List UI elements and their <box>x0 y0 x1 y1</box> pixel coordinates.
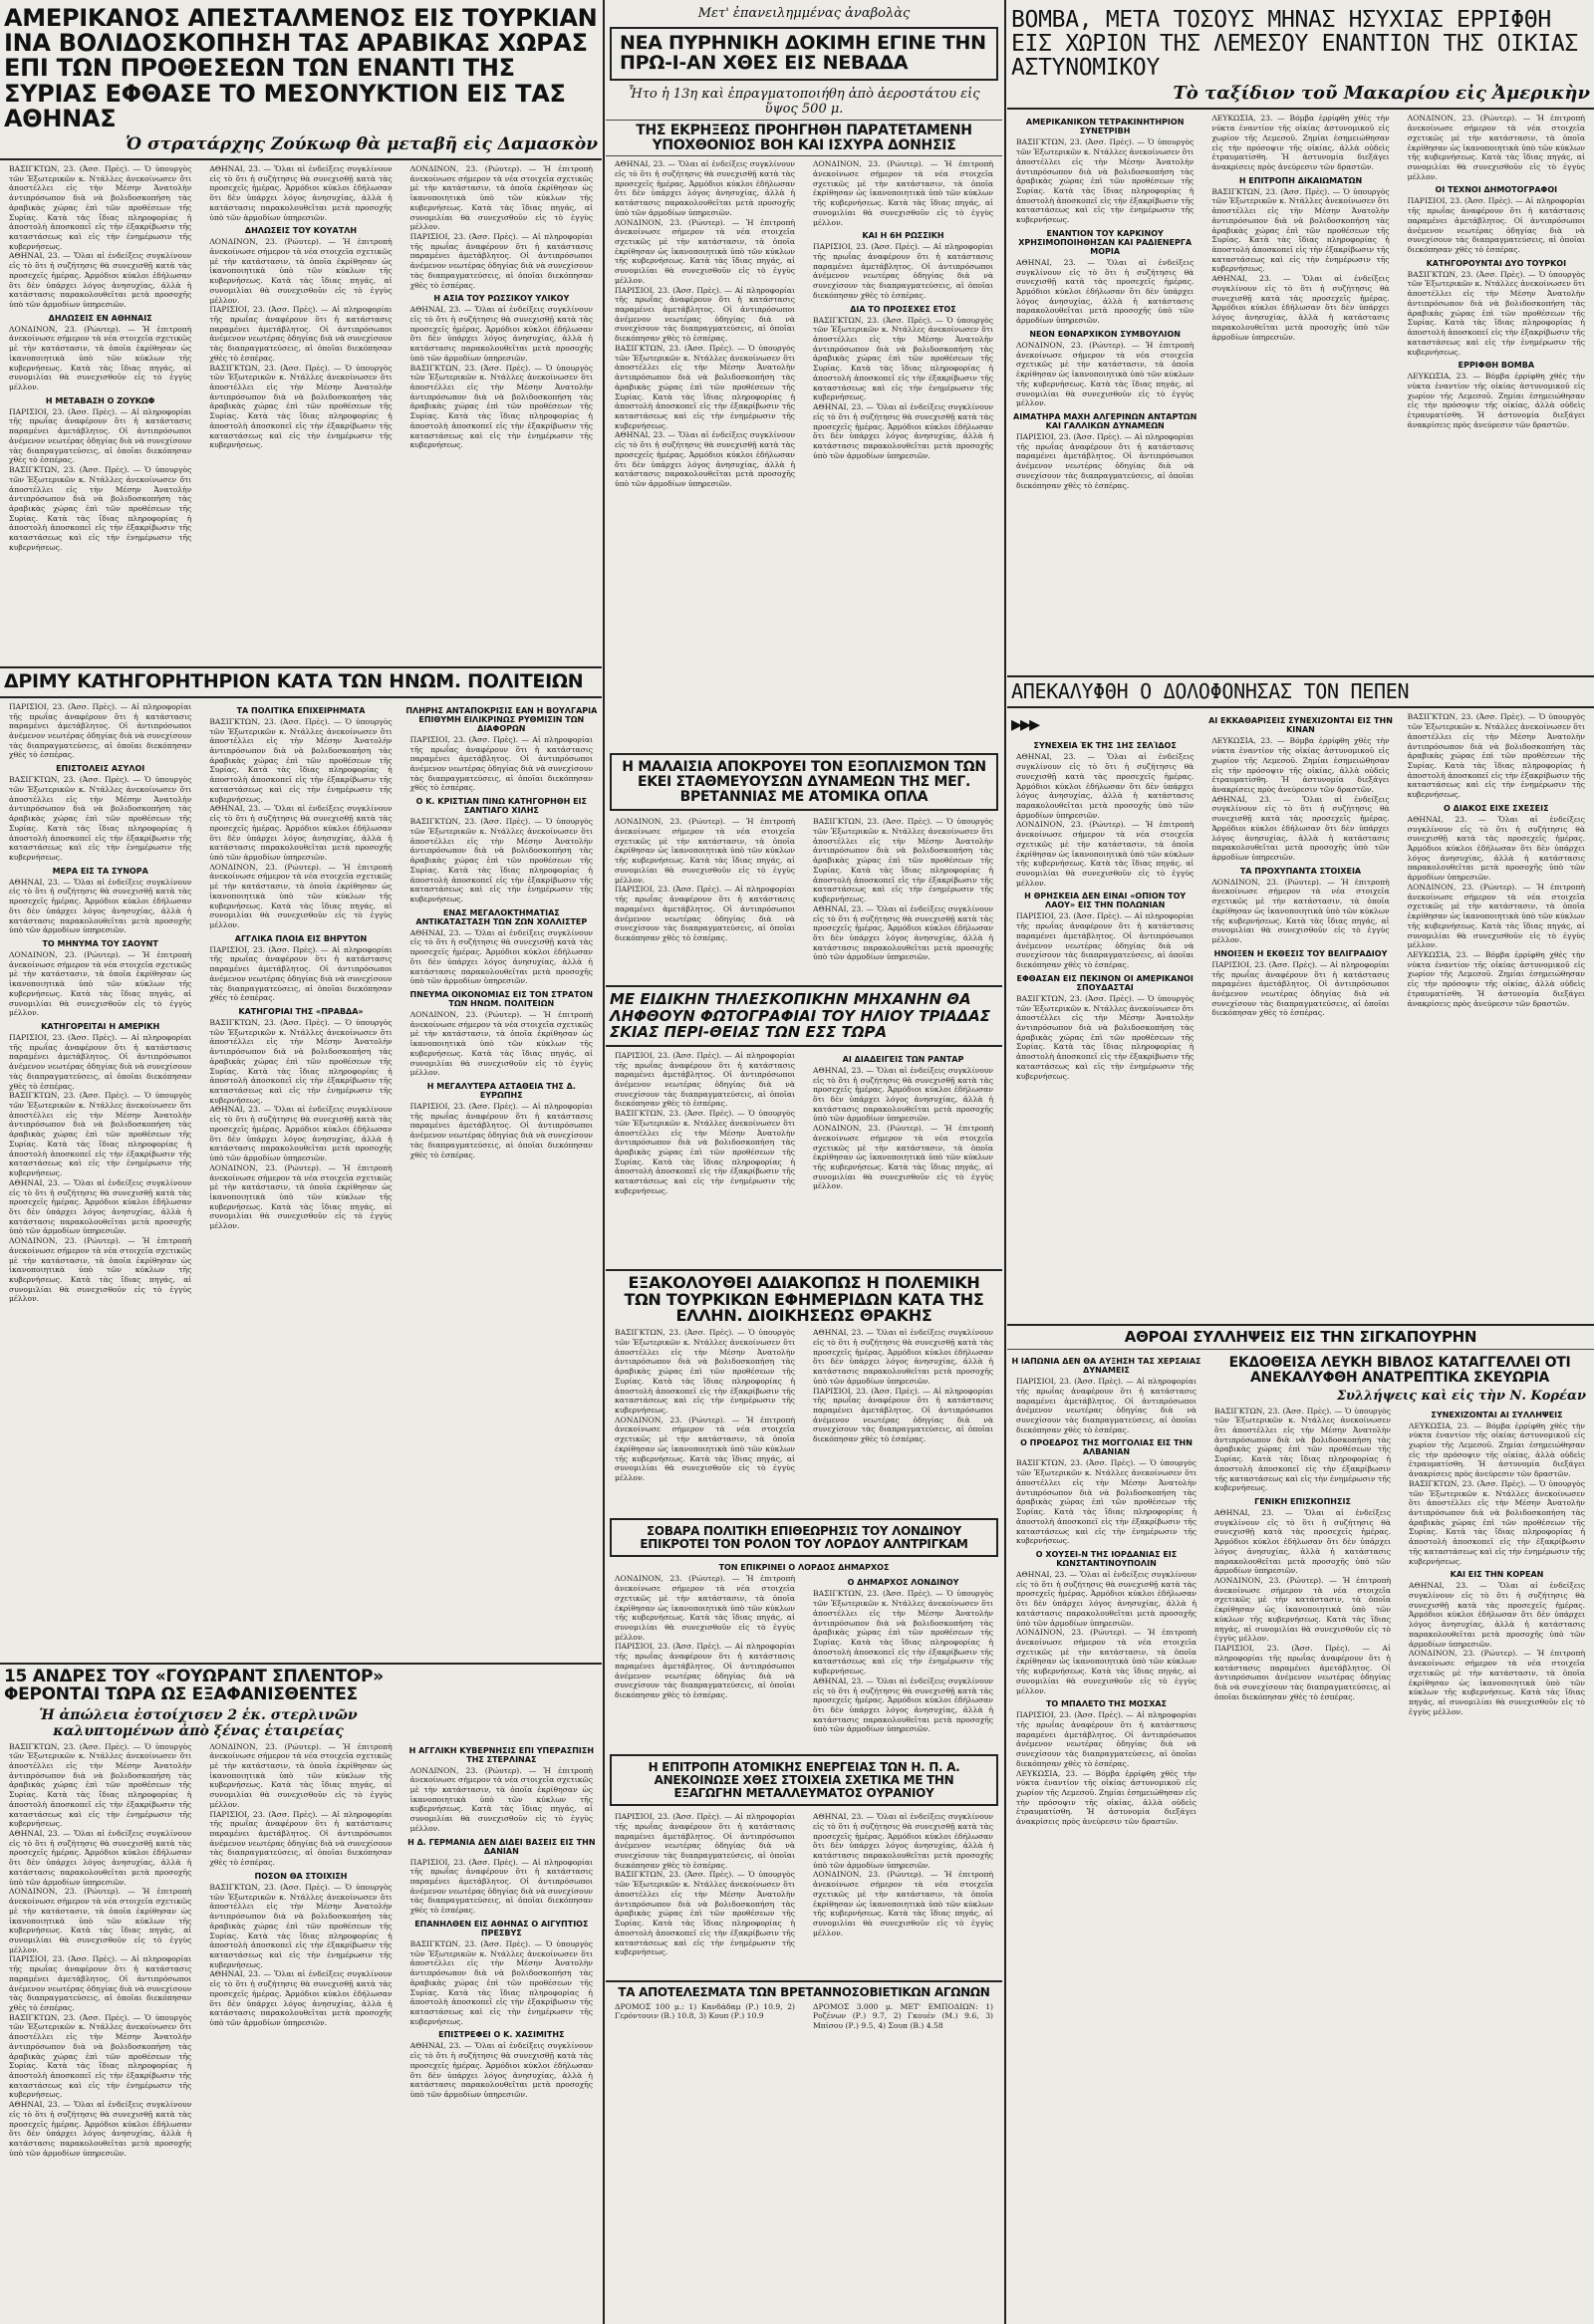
article-body: ΛΟΝΔΙΝΟΝ, 23. (Ρώυτερ). — Ἡ ἐπιτροπὴ ἀνεκοίνωσε σήμερον τὰ νέα στοιχεῖα σχετικῶς μὲ τὴν κατάστασιν, τὰ ὁποῖα ἐκρίθησαν ὡς ἱκανοποιητικὰ ὑπὸ τῶν κύκλων τῆς κυβερνήσεως. Κατὰ τὰς ἴδιας πηγάς, αἱ συνομιλίαι θὰ συνεχισθοῦν εἰς τὸ ἐγγὺς μέλλον. <box>1214 1576 1391 1644</box>
article-body: ΠΑΡΙΣΙΟΙ, 23. (Ἀσσ. Πρὲς). — Αἱ πληροφορίαι τῆς πρωΐας ἀναφέρουν ὅτι ἡ κατάστασις παραμένει ἀμετάβλητος. Οἱ ἀντιπρόσωποι ἀνέμενον νεωτέρας ὁδηγίας διὰ νὰ συνεχίσουν τὰς διαπραγματεύσεις, αἱ ὁποῖαι διεκόπησαν χθὲς τὸ ἑσπέρας. <box>409 231 593 290</box>
section-subhead: Ο ΠΡΟΕΔΡΟΣ ΤΗΣ ΜΟΓΓΟΛΙΑΣ ΕΙΣ ΤΗΝ ΑΛΒΑΝΙΑΝ <box>1020 1438 1193 1457</box>
headline-box <box>610 1754 998 1806</box>
article-body: ΠΑΡΙΣΙΟΙ, 23. (Ἀσσ. Πρὲς). — Αἱ πληροφορίαι τῆς πρωΐας ἀναφέρουν ὅτι ἡ κατάστασις παραμένει ἀμετάβλητος. Οἱ ἀντιπρόσωποι ἀνέμενον νεωτέρας ὁδηγίας διὰ νὰ συνεχίσουν τὰς διαπραγματεύσεις, αἱ ὁποῖαι διεκόπησαν χθὲς τὸ ἑσπέρας. <box>615 1050 795 1109</box>
article-body: ΒΑΣΙΓΚΤΩΝ, 23. (Ἀσσ. Πρὲς). — Ὁ ὑπουργὸς τῶν Ἐξωτερικῶν κ. Ντάλλες ἀνεκοίνωσεν ὅτι ἀποστέλλει εἰς τὴν Μέσην Ἀνατολὴν ἀντιπρόσωπον διὰ νὰ βολιδοσκοπήση τὰς ἀραβικὰς χώρας ἐπὶ τῶν προθέσεων τῆς Συρίας. Κατὰ τὰς ἴδιας πληροφορίας ἡ ἀποστολὴ ἀποσκοπεῖ εἰς τὴν ἐξακρίβωσιν τῆς καταστάσεως καὶ εἰς τὴν ἐνημέρωσιν τῆς κυβερνήσεως. <box>1016 1458 1196 1546</box>
article-body: ΛΟΝΔΙΝΟΝ, 23. (Ρώυτερ). — Ἡ ἐπιτροπὴ ἀνεκοίνωσε σήμερον τὰ νέα στοιχεῖα σχετικῶς μὲ τὴν κατάστασιν, τὰ ὁποῖα ἐκρίθησαν ὡς ἱκανοποιητικὰ ὑπὸ τῶν κύκλων τῆς κυβερνήσεως. Κατὰ τὰς ἴδιας πηγάς, αἱ συνομιλίαι θὰ συνεχισθοῦν εἰς τὸ ἐγγὺς μέλλον. <box>615 1574 795 1642</box>
divider <box>606 1269 1002 1271</box>
article-body: ΒΑΣΙΓΚΤΩΝ, 23. (Ἀσσ. Πρὲς). — Ὁ ὑπουργὸς τῶν Ἐξωτερικῶν κ. Ντάλλες ἀνεκοίνωσεν ὅτι ἀποστέλλει εἰς τὴν Μέσην Ἀνατολὴν ἀντιπρόσωπον διὰ νὰ βολιδοσκοπήση τὰς ἀραβικὰς χώρας ἐπὶ τῶν προθέσεων τῆς Συρίας. Κατὰ τὰς ἴδιας πληροφορίας ἡ ἀποστολὴ ἀποσκοπεῖ εἰς τὴν ἐξακρίβωσιν τῆς καταστάσεως καὶ εἰς τὴν ἐνημέρωσιν τῆς κυβερνήσεως. <box>615 1870 795 1957</box>
article-body: ΠΑΡΙΣΙΟΙ, 23. (Ἀσσ. Πρὲς). — Αἱ πληροφορίαι τῆς πρωΐας ἀναφέρουν ὅτι ἡ κατάστασις παραμένει ἀμετάβλητος. Οἱ ἀντιπρόσωποι ἀνέμενον νεωτέρας ὁδηγίας διὰ νὰ συνεχίσουν τὰς διαπραγματεύσεις, αἱ ὁποῖαι διεκόπησαν χθὲς τὸ ἑσπέρας. <box>1211 959 1390 1018</box>
article-body: ΒΑΣΙΓΚΤΩΝ, 23. (Ἀσσ. Πρὲς). — Ὁ ὑπουργὸς τῶν Ἐξωτερικῶν κ. Ντάλλες ἀνεκοίνωσεν ὅτι ἀποστέλλει εἰς τὴν Μέσην Ἀνατολὴν ἀντιπρόσωπον διὰ νὰ βολιδοσκοπήση τὰς ἀραβικὰς χώρας ἐπὶ τῶν προθέσεων τῆς Συρίας. Κατὰ τὰς ἴδιας πληροφορίας ἡ ἀποστολὴ ἀποσκοπεῖ εἰς τὴν ἐξακρίβωσιν τῆς καταστάσεως καὶ εἰς τὴν ἐνημέρωσιν τῆς κυβερνήσεως. <box>1211 186 1390 274</box>
headline-box <box>610 1518 998 1557</box>
divider <box>1007 706 1594 708</box>
article-body: ΛΕΥΚΩΣΙΑ, 23. — Βόμβα ἐρρίφθη χθὲς τὴν νύκτα ἐναντίον τῆς οἰκίας ἀστυνομικοῦ εἰς χωρίον τῆς Λεμεσοῦ. Ζημίαι ἐσημειώθησαν εἰς τὴν πρόσοψιν τῆς οἰκίας, ἀλλὰ οὐδεὶς ἐτραυματίσθη. Ἡ ἀστυνομία διεξάγει ἀνακρίσεις πρὸς ἀνεύρεσιν τῶν δραστῶν. <box>1407 949 1585 1008</box>
section-subhead: ΕΝΑΝΤΙΟΝ ΤΟΥ ΚΑΡΚΙΝΟΥ ΧΡΗΣΙΜΟΠΟΙΗΘΗΣΑΝ ΚΑΙ ΡΑΔΙΕΝΕΡΓΑ ΜΟΡΙΑ <box>1018 228 1193 256</box>
section-subhead: ΕΠΙΣΤΟΛΕΙΣ ΑΣΥΛΟΙ <box>56 764 145 774</box>
article-body: ΠΑΡΙΣΙΟΙ, 23. (Ἀσσ. Πρὲς). — Αἱ πληροφορίαι τῆς πρωΐας ἀναφέρουν ὅτι ἡ κατάστασις παραμένει ἀμετάβλητος. Οἱ ἀντιπρόσωποι ἀνέμενον νεωτέρας ὁδηγίας διὰ νὰ συνεχίσουν τὰς διαπραγματεύσεις, αἱ ὁποῖαι διεκόπησαν χθὲς τὸ ἑσπέρας. <box>1016 1377 1196 1434</box>
section-subhead: ΕΦΘΑΣΑΝ ΕΙΣ ΠΕΚΙΝΟΝ ΟΙ ΑΜΕΡΙΚΑΝΟΙ ΣΠΟΥΔΑΣΤΑΙ <box>1016 973 1194 992</box>
article-columns <box>610 159 998 747</box>
section-headline: 15 ΑΝΔΡΕΣ ΤΟΥ «ΓΟΥΩΡΑΝΤ ΣΠΛΕΝΤΟΡ» ΦΕΡΟΝΤΑΙ ΤΩΡΑ ΩΣ ΕΞΑΦΑΝΙΣΘΕΝΤΕΣ <box>4 1666 384 1704</box>
section-subhead: ΔΗΛΩΣΕΙΣ ΕΝ ΑΘΗΝΑΙΣ <box>48 313 152 323</box>
divider <box>0 1663 602 1665</box>
article-body: ΒΑΣΙΓΚΤΩΝ, 23. (Ἀσσ. Πρὲς). — Ὁ ὑπουργὸς τῶν Ἐξωτερικῶν κ. Ντάλλες ἀνεκοίνωσεν ὅτι ἀποστέλλει εἰς τὴν Μέσην Ἀνατολὴν ἀντιπρόσωπον διὰ νὰ βολιδοσκοπήση τὰς ἀραβικὰς χώρας ἐπὶ τῶν προθέσεων τῆς Συρίας. Κατὰ τὰς ἴδιας πληροφορίας ἡ ἀποστολὴ ἀποσκοπεῖ εἰς τὴν ἐξακρίβωσιν τῆς καταστάσεως καὶ εἰς τὴν ἐνημέρωσιν τῆς κυβερνήσεως. <box>1016 137 1195 225</box>
article-columns <box>1011 712 1590 1320</box>
article-body: ΑΘΗΝΑΙ, 23. — Ὅλαι αἱ ἐνδείξεις συγκλίνουν εἰς τὸ ὅτι ἡ συζήτησις θὰ συνεχισθῇ κατὰ τὰς προσεχεῖς ἡμέρας. Ἀρμόδιοι κύκλοι ἐδήλωσαν ὅτι δὲν ὑπάρχει λόγος ἀνησυχίας, ἀλλὰ ἡ κατάστασις παρακολουθεῖται μετὰ προσοχῆς ὑπὸ τῶν ἁρμοδίων ὑπηρεσιῶν. <box>409 2041 593 2099</box>
article-body: ΑΘΗΝΑΙ, 23. — Ὅλαι αἱ ἐνδείξεις συγκλίνουν εἰς τὸ ὅτι ἡ συζήτησις θὰ συνεχισθῇ κατὰ τὰς προσεχεῖς ἡμέρας. Ἀρμόδιοι κύκλοι ἐδήλωσαν ὅτι δὲν ὑπάρχει λόγος ἀνησυχίας, ἀλλὰ ἡ κατάστασις παρακολουθεῖται μετὰ προσοχῆς ὑπὸ τῶν ἁρμοδίων ὑπηρεσιῶν. <box>615 430 795 488</box>
article-body: ΒΑΣΙΓΚΤΩΝ, 23. (Ἀσσ. Πρὲς). — Ὁ ὑπουργὸς τῶν Ἐξωτερικῶν κ. Ντάλλες ἀνεκοίνωσεν ὅτι ἀποστέλλει εἰς τὴν Μέσην Ἀνατολὴν ἀντιπρόσωπον διὰ νὰ βολιδοσκοπήση τὰς ἀραβικὰς χώρας ἐπὶ τῶν προθέσεων τῆς Συρίας. Κατὰ τὰς ἴδιας πληροφορίας ἡ ἀποστολὴ ἀποσκοπεῖ εἰς τὴν ἐξακρίβωσιν τῆς καταστάσεως καὶ εἰς τὴν ἐνημέρωσιν τῆς κυβερνήσεως. <box>9 2012 192 2100</box>
article-body: ΛΟΝΔΙΝΟΝ, 23. (Ρώυτερ). — Ἡ ἐπιτροπὴ ἀνεκοίνωσε σήμερον τὰ νέα στοιχεῖα σχετικῶς μὲ τὴν κατάστασιν, τὰ ὁποῖα ἐκρίθησαν ὡς ἱκανοποιητικὰ ὑπὸ τῶν κύκλων τῆς κυβερνήσεως. Κατὰ τὰς ἴδιας πηγάς, αἱ συνομιλίαι θὰ συνεχισθοῦν εἰς τὸ ἐγγὺς μέλλον. <box>409 1009 593 1078</box>
headline-box <box>610 753 998 811</box>
section-headline: ΕΞΑΚΟΛΟΥΘΕΙ ΑΔΙΑΚΟΠΩΣ Η ΠΟΛΕΜΙΚΗ ΤΩΝ ΤΟΥΡΚΙΚΩΝ ΕΦΗΜΕΡΙΔΩΝ ΚΑΤΑ ΤΗΣ ΕΛΛΗΝ. ΔΙΟΙΚΗΣΕΩΣ ΘΡΑΚΗΣ <box>624 1272 984 1326</box>
divider <box>606 120 1002 121</box>
article-body: ΛΟΝΔΙΝΟΝ, 23. (Ρώυτερ). — Ἡ ἐπιτροπὴ ἀνεκοίνωσε σήμερον τὰ νέα στοιχεῖα σχετικῶς μὲ τὴν κατάστασιν, τὰ ὁποῖα ἐκρίθησαν ὡς ἱκανοποιητικὰ ὑπὸ τῶν κύκλων τῆς κυβερνήσεως. Κατὰ τὰς ἴδιας πηγάς, αἱ συνομιλίαι θὰ συνεχισθοῦν εἰς τὸ ἐγγὺς μέλλον. <box>813 1870 993 1937</box>
article-body: ΑΘΗΝΑΙ, 23. — Ὅλαι αἱ ἐνδείξεις συγκλίνουν εἰς τὸ ὅτι ἡ συζήτησις θὰ συνεχισθῇ κατὰ τὰς προσεχεῖς ἡμέρας. Ἀρμόδιοι κύκλοι ἐδήλωσαν ὅτι δὲν ὑπάρχει λόγος ἀνησυχίας, ἀλλὰ ἡ κατάστασις παρακολουθεῖται μετὰ προσοχῆς ὑπὸ τῶν ἁρμοδίων ὑπηρεσιῶν. <box>813 402 993 460</box>
banner-headline: ΜΕ ΕΙΔΙΚΗΝ ΤΗΛΕΣΚΟΠΙΚΗΝ ΜΗΧΑΝΗΝ ΘΑ ΛΗΦΘΟΥΝ ΦΩΤΟΓΡΑΦΙΑΙ ΤΟΥ ΗΛΙΟΥ ΤΡΙΑΔΑΣ ΣΚΙΑΣ ΠΕΡΙ-ΘΕΙΑΣ ΤΩΝ ΕΣΣ ΤΩΡΑ <box>610 990 990 1042</box>
section-subhead: Η ΜΕΓΑΛΥΤΕΡΑ ΑΣΤΑΘΕΙΑ ΤΗΣ Δ. ΕΥΡΩΠΗΣ <box>426 1082 576 1100</box>
article-body: ΒΑΣΙΓΚΤΩΝ, 23. (Ἀσσ. Πρὲς). — Ὁ ὑπουργὸς τῶν Ἐξωτερικῶν κ. Ντάλλες ἀνεκοίνωσεν ὅτι ἀποστέλλει εἰς τὴν Μέσην Ἀνατολὴν ἀντιπρόσωπον διὰ νὰ βολιδοσκοπήση τὰς ἀραβικὰς χώρας ἐπὶ τῶν προθέσεων τῆς Συρίας. Κατὰ τὰς ἴδιας πληροφορίας ἡ ἀποστολὴ ἀποσκοπεῖ εἰς τὴν ἐξακρίβωσιν τῆς καταστάσεως καὶ εἰς τὴν ἐνημέρωσιν τῆς κυβερνήσεως. <box>813 1589 993 1677</box>
divider <box>1007 108 1594 110</box>
article-body: ΛΕΥΚΩΣΙΑ, 23. — Βόμβα ἐρρίφθη χθὲς τὴν νύκτα ἐναντίον τῆς οἰκίας ἀστυνομικοῦ εἰς χωρίον τῆς Λεμεσοῦ. Ζημίαι ἐσημειώθησαν εἰς τὴν πρόσοψιν τῆς οἰκίας, ἀλλὰ οὐδεὶς ἐτραυματίσθη. Ἡ ἀστυνομία διεξάγει ἀνακρίσεις πρὸς ἀνεύρεσιν τῶν δραστῶν. <box>1409 1420 1585 1479</box>
article-columns <box>610 817 998 981</box>
sport-results: ΔΡΟΜΟΣ 3.000 μ. ΜΕΤ' ΕΜΠΟΔΙΩΝ: 1) Ροζένων (Ρ.) 9.7, 2) Γκουέν (Μ.) 9.6, 3) Μπίσου (Ρ.) 9.5, 4) Σουπ (Β.) 4.58 <box>813 2001 993 2031</box>
article-body: ΛΟΝΔΙΝΟΝ, 23. (Ρώυτερ). — Ἡ ἐπιτροπὴ ἀνεκοίνωσε σήμερον τὰ νέα στοιχεῖα σχετικῶς μὲ τὴν κατάστασιν, τὰ ὁποῖα ἐκρίθησαν ὡς ἱκανοποιητικὰ ὑπὸ τῶν κύκλων τῆς κυβερνήσεως. Κατὰ τὰς ἴδιας πηγάς, αἱ συνομιλίαι θὰ συνεχισθοῦν εἰς τὸ ἐγγὺς μέλλον. <box>209 237 393 305</box>
lead-headline: ΝΕΑ ΠΥΡΗΝΙΚΗ ΔΟΚΙΜΗ ΕΓΙΝΕ ΤΗΝ ΠΡΩ-Ι-ΑΝ ΧΘΕΣ ΕΙΣ ΝΕΒΑΔΑ <box>620 32 986 74</box>
section-subhead: ΤΑ ΠΡΟΧΥΠΑΝΤΑ ΣΤΟΙΧΕΙΑ <box>1239 866 1362 876</box>
section-subhead: ΑΙΜΑΤΗΡΑ ΜΑΧΗ ΑΛΓΕΡΙΝΩΝ ΑΝΤΑΡΤΩΝ ΚΑΙ ΓΑΛΛΙΚΩΝ ΔΥΝΑΜΕΩΝ <box>1013 411 1197 430</box>
article-body: ΠΑΡΙΣΙΟΙ, 23. (Ἀσσ. Πρὲς). — Αἱ πληροφορίαι τῆς πρωΐας ἀναφέρουν ὅτι ἡ κατάστασις παραμένει ἀμετάβλητος. Οἱ ἀντιπρόσωποι ἀνέμενον νεωτέρας ὁδηγίας διὰ νὰ συνεχίσουν τὰς διαπραγματεύσεις, αἱ ὁποῖαι διεκόπησαν χθὲς τὸ ἑσπέρας. <box>1407 196 1585 255</box>
article-body: ΠΑΡΙΣΙΟΙ, 23. (Ἀσσ. Πρὲς). — Αἱ πληροφορίαι τῆς πρωΐας ἀναφέρουν ὅτι ἡ κατάστασις παραμένει ἀμετάβλητος. Οἱ ἀντιπρόσωποι ἀνέμενον νεωτέρας ὁδηγίας διὰ νὰ συνεχίσουν τὰς διαπραγματεύσεις, αἱ ὁποῖαι διεκόπησαν χθὲς τὸ ἑσπέρας. <box>615 285 795 344</box>
article-body: ΛΕΥΚΩΣΙΑ, 23. — Βόμβα ἐρρίφθη χθὲς τὴν νύκτα ἐναντίον τῆς οἰκίας ἀστυνομικοῦ εἰς χωρίον τῆς Λεμεσοῦ. Ζημίαι ἐσημειώθησαν εἰς τὴν πρόσοψιν τῆς οἰκίας, ἀλλὰ οὐδεὶς ἐτραυματίσθη. Ἡ ἀστυνομία διεξάγει ἀνακρίσεις πρὸς ἀνεύρεσιν τῶν δραστῶν. <box>1016 1768 1196 1827</box>
kicker: Μετ' ἐπανειλημμένας ἀναβολὰς <box>697 6 911 21</box>
section-headline: ΕΚΔΟΘΕΙΣΑ ΛΕΥΚΗ ΒΙΒΛΟΣ ΚΑΤΑΓΓΕΛΛΕΙ ΟΤΙ ΑΝΕΚΑΛΥΦΘΗ ΑΝΑΤΡΕΠΤΙΚΑ ΣΚΕΥΩΡΙΑ <box>1228 1355 1571 1386</box>
section-subhead: Ο ΧΟΥΣΕΙ-Ν ΤΗΣ ΙΟΡΔΑΝΙΑΣ ΕΙΣ ΚΩΝΣΤΑΝΤΙΝΟΥΠΟΛΙΝ <box>1035 1549 1178 1568</box>
column-middle <box>606 0 1002 2324</box>
article-body: ΠΑΡΙΣΙΟΙ, 23. (Ἀσσ. Πρὲς). — Αἱ πληροφορίαι τῆς πρωΐας ἀναφέρουν ὅτι ἡ κατάστασις παραμένει ἀμετάβλητος. Οἱ ἀντιπρόσωποι ἀνέμενον νεωτέρας ὁδηγίας διὰ νὰ συνεχίσουν τὰς διαπραγματεύσεις, αἱ ὁποῖαι διεκόπησαν χθὲς τὸ ἑσπέρας. <box>209 305 393 363</box>
article-body: ΠΑΡΙΣΙΟΙ, 23. (Ἀσσ. Πρὲς). — Αἱ πληροφορίαι τῆς πρωΐας ἀναφέρουν ὅτι ἡ κατάστασις παραμένει ἀμετάβλητος. Οἱ ἀντιπρόσωποι ἀνέμενον νεωτέρας ὁδηγίας διὰ νὰ συνεχίσουν τὰς διαπραγματεύσεις, αἱ ὁποῖαι διεκόπησαν χθὲς τὸ ἑσπέρας. <box>1016 1710 1196 1768</box>
section-subhead: ΕΡΡΙΦΘΗ ΒΟΜΒΑ <box>1458 361 1535 371</box>
article-body: ΑΘΗΝΑΙ, 23. — Ὅλαι αἱ ἐνδείξεις συγκλίνουν εἰς τὸ ὅτι ἡ συζήτησις θὰ συνεχισθῇ κατὰ τὰς προσεχεῖς ἡμέρας. Ἀρμόδιοι κύκλοι ἐδήλωσαν ὅτι δὲν ὑπάρχει λόγος ἀνησυχίας, ἀλλὰ ἡ κατάστασις παρακολουθεῖται μετὰ προσοχῆς ὑπὸ τῶν ἁρμοδίων ὑπηρεσιῶν. <box>9 251 192 309</box>
section-subhead: Ο ΔΙΑΚΟΣ ΕΙΧΕ ΣΧΕΣΕΙΣ <box>1444 803 1549 813</box>
article-body: ΑΘΗΝΑΙ, 23. — Ὅλαι αἱ ἐνδείξεις συγκλίνουν εἰς τὸ ὅτι ἡ συζήτησις θὰ συνεχισθῇ κατὰ τὰς προσεχεῖς ἡμέρας. Ἀρμόδιοι κύκλοι ἐδήλωσαν ὅτι δὲν ὑπάρχει λόγος ἀνησυχίας, ἀλλὰ ἡ κατάστασις παρακολουθεῖται μετὰ προσοχῆς ὑπὸ τῶν ἁρμοδίων ὑπηρεσιῶν. <box>209 804 393 862</box>
section-subhead: ΟΙ ΤΕΧΝΟΙ ΔΗΜΟΤΟΓΡΑΦΟΙ <box>1435 185 1558 195</box>
section-subhead: Η ΜΕΤΑΒΑΣΗ Ο ΖΟΥΚΩΦ <box>45 395 155 405</box>
article-body: ΒΑΣΙΓΚΤΩΝ, 23. (Ἀσσ. Πρὲς). — Ὁ ὑπουργὸς τῶν Ἐξωτερικῶν κ. Ντάλλες ἀνεκοίνωσεν ὅτι ἀποστέλλει εἰς τὴν Μέσην Ἀνατολὴν ἀντιπρόσωπον διὰ νὰ βολιδοσκοπήση τὰς ἀραβικὰς χώρας ἐπὶ τῶν προθέσεων τῆς Συρίας. Κατὰ τὰς ἴδιας πληροφορίας ἡ ἀποστολὴ ἀποσκοπεῖ εἰς τὴν ἐξακρίβωσιν τῆς καταστάσεως καὶ εἰς τὴν ἐνημέρωσιν τῆς κυβερνήσεως. <box>1407 269 1585 357</box>
section-headline: ΣΟΒΑΡΑ ΠΟΛΙΤΙΚΗ ΕΠΙΘΕΩΡΗΣΙΣ ΤΟΥ ΛΟΝΔΙΝΟΥ ΕΠΙΚΡΟΤΕΙ ΤΟΝ ΡΟΛΟΝ ΤΟΥ ΛΟΡΔΟΥ ΑΛΝΤΡΙΓΚΑΜ <box>640 1524 968 1551</box>
divider <box>1007 1349 1594 1350</box>
article-body: ΠΑΡΙΣΙΟΙ, 23. (Ἀσσ. Πρὲς). — Αἱ πληροφορίαι τῆς πρωΐας ἀναφέρουν ὅτι ἡ κατάστασις παραμένει ἀμετάβλητος. Οἱ ἀντιπρόσωποι ἀνέμενον νεωτέρας ὁδηγίας διὰ νὰ συνεχίσουν τὰς διαπραγματεύσεις, αἱ ὁποῖαι διεκόπησαν χθὲς τὸ ἑσπέρας. <box>409 734 593 793</box>
article-body: ΒΑΣΙΓΚΤΩΝ, 23. (Ἀσσ. Πρὲς). — Ὁ ὑπουργὸς τῶν Ἐξωτερικῶν κ. Ντάλλες ἀνεκοίνωσεν ὅτι ἀποστέλλει εἰς τὴν Μέσην Ἀνατολὴν ἀντιπρόσωπον διὰ νὰ βολιδοσκοπήση τὰς ἀραβικὰς χώρας ἐπὶ τῶν προθέσεων τῆς Συρίας. Κατὰ τὰς ἴδιας πληροφορίας ἡ ἀποστολὴ ἀποσκοπεῖ εἰς τὴν ἐξακρίβωσιν τῆς καταστάσεως καὶ εἰς τὴν ἐνημέρωσιν τῆς κυβερνήσεως. <box>209 1018 393 1105</box>
section-subhead: ΕΝΑΣ ΜΕΓΑΛΟΚΤΗΜΑΤΙΑΣ ΑΝΤΙΚΑΤΑΣΤΑΣΗ ΤΩΝ ΖΩΝ ΧΟΛΛΙΣΤΕΡ <box>415 907 588 926</box>
section-subhead: ΜΕΡΑ ΕΙΣ ΤΑ ΣΥΝΟΡΑ <box>52 866 148 876</box>
article-columns <box>1209 1407 1590 1717</box>
article-body: ΠΑΡΙΣΙΟΙ, 23. (Ἀσσ. Πρὲς). — Αἱ πληροφορίαι τῆς πρωΐας ἀναφέρουν ὅτι ἡ κατάστασις παραμένει ἀμετάβλητος. Οἱ ἀντιπρόσωποι ἀνέμενον νεωτέρας ὁδηγίας διὰ νὰ συνεχίσουν τὰς διαπραγματεύσεις, αἱ ὁποῖαι διεκόπησαν χθὲς τὸ ἑσπέρας. <box>209 1809 393 1868</box>
article-body: ΑΘΗΝΑΙ, 23. — Ὅλαι αἱ ἐνδείξεις συγκλίνουν εἰς τὸ ὅτι ἡ συζήτησις θὰ συνεχισθῇ κατὰ τὰς προσεχεῖς ἡμέρας. Ἀρμόδιοι κύκλοι ἐδήλωσαν ὅτι δὲν ὑπάρχει λόγος ἀνησυχίας, ἀλλὰ ἡ κατάστασις παρακολουθεῖται μετὰ προσοχῆς ὑπὸ τῶν ἁρμοδίων ὑπηρεσιῶν. <box>1016 257 1195 326</box>
section-subhead: ΤΟ ΜΠΑΛΕΤΟ ΤΗΣ ΜΟΣΧΑΣ <box>1045 1699 1168 1709</box>
article-body: ΛΟΝΔΙΝΟΝ, 23. (Ρώυτερ). — Ἡ ἐπιτροπὴ ἀνεκοίνωσε σήμερον τὰ νέα στοιχεῖα σχετικῶς μὲ τὴν κατάστασιν, τὰ ὁποῖα ἐκρίθησαν ὡς ἱκανοποιητικὰ ὑπὸ τῶν κύκλων τῆς κυβερνήσεως. Κατὰ τὰς ἴδιας πηγάς, αἱ συνομιλίαι θὰ συνεχισθοῦν εἰς τὸ ἐγγὺς μέλλον. <box>1211 877 1390 945</box>
article-body: ΠΑΡΙΣΙΟΙ, 23. (Ἀσσ. Πρὲς). — Αἱ πληροφορίαι τῆς πρωΐας ἀναφέρουν ὅτι ἡ κατάστασις παραμένει ἀμετάβλητος. Οἱ ἀντιπρόσωποι ἀνέμενον νεωτέρας ὁδηγίας διὰ νὰ συνεχίσουν τὰς διαπραγματεύσεις, αἱ ὁποῖαι διεκόπησαν χθὲς τὸ ἑσπέρας. <box>615 1642 795 1700</box>
section-headline: ΤΑ ΑΠΟΤΕΛΕΣΜΑΤΑ ΤΩΝ ΒΡΕΤΑΝΝΟΣΟΒΙΕΤΙΚΩΝ ΑΓΩΝΩΝ <box>618 1985 990 2000</box>
article-body: ΛΟΝΔΙΝΟΝ, 23. (Ρώυτερ). — Ἡ ἐπιτροπὴ ἀνεκοίνωσε σήμερον τὰ νέα στοιχεῖα σχετικῶς μὲ τὴν κατάστασιν, τὰ ὁποῖα ἐκρίθησαν ὡς ἱκανοποιητικὰ ὑπὸ τῶν κύκλων τῆς κυβερνήσεως. Κατὰ τὰς ἴδιας πηγάς, αἱ συνομιλίαι θὰ συνεχισθοῦν εἰς τὸ ἐγγὺς μέλλον. <box>1407 882 1585 950</box>
article-body: ΛΟΝΔΙΝΟΝ, 23. (Ρώυτερ). — Ἡ ἐπιτροπὴ ἀνεκοίνωσε σήμερον τὰ νέα στοιχεῖα σχετικῶς μὲ τὴν κατάστασιν, τὰ ὁποῖα ἐκρίθησαν ὡς ἱκανοποιητικὰ ὑπὸ τῶν κύκλων τῆς κυβερνήσεως. Κατὰ τὰς ἴδιας πηγάς, αἱ συνομιλίαι θὰ συνεχισθοῦν εἰς τὸ ἐγγὺς μέλλον. <box>9 324 192 392</box>
lead-subhead: Τὸ ταξίδιον τοῦ Μακαρίου εἰς Ἀμερικὴν <box>1173 83 1590 105</box>
divider <box>0 158 602 160</box>
article-body: ΑΘΗΝΑΙ, 23. — Ὅλαι αἱ ἐνδείξεις συγκλίνουν εἰς τὸ ὅτι ἡ συζήτησις θὰ συνεχισθῇ κατὰ τὰς προσεχεῖς ἡμέρας. Ἀρμόδιοι κύκλοι ἐδήλωσαν ὅτι δὲν ὑπάρχει λόγος ἀνησυχίας, ἀλλὰ ἡ κατάστασις παρακολουθεῖται μετὰ προσοχῆς ὑπὸ τῶν ἁρμοδίων ὑπηρεσιῶν. <box>813 1328 993 1386</box>
section-headline: Η ΕΠΙΤΡΟΠΗ ΑΤΟΜΙΚΗΣ ΕΝΕΡΓΕΙΑΣ ΤΩΝ Η. Π. Α. ΑΝΕΚΟΙΝΩΣΕ ΧΘΕΣ ΣΤΟΙΧΕΙΑ ΣΧΕΤΙΚΑ ΜΕ ΤΗΝ ΕΞΑΓΩΓΗΝ ΜΕΤΑΛΛΕΥΜΑΤΟΣ ΟΥΡΑΝΙΟΥ <box>648 1760 960 1800</box>
article-body: ΠΑΡΙΣΙΟΙ, 23. (Ἀσσ. Πρὲς). — Αἱ πληροφορίαι τῆς πρωΐας ἀναφέρουν ὅτι ἡ κατάστασις παραμένει ἀμετάβλητος. Οἱ ἀντιπρόσωποι ἀνέμενον νεωτέρας ὁδηγίας διὰ νὰ συνεχίσουν τὰς διαπραγματεύσεις, αἱ ὁποῖαι διεκόπησαν χθὲς τὸ ἑσπέρας. <box>1214 1644 1391 1701</box>
section-subhead: ΗΝΟΙΞΕΝ Η ΕΚΘΕΣΙΣ ΤΟΥ ΒΕΛΙΓΡΑΔΙΟΥ <box>1213 948 1388 958</box>
article-body: ΒΑΣΙΓΚΤΩΝ, 23. (Ἀσσ. Πρὲς). — Ὁ ὑπουργὸς τῶν Ἐξωτερικῶν κ. Ντάλλες ἀνεκοίνωσεν ὅτι ἀποστέλλει εἰς τὴν Μέσην Ἀνατολὴν ἀντιπρόσωπον διὰ νὰ βολιδοσκοπήση τὰς ἀραβικὰς χώρας ἐπὶ τῶν προθέσεων τῆς Συρίας. Κατὰ τὰς ἴδιας πληροφορίας ἡ ἀποστολὴ ἀποσκοπεῖ εἰς τὴν ἐξακρίβωσιν τῆς καταστάσεως καὶ εἰς τὴν ἐνημέρωσιν τῆς κυβερνήσεως. <box>615 1328 795 1415</box>
article-columns <box>4 1742 598 2270</box>
article-columns <box>610 2002 998 2057</box>
article-body: ΑΘΗΝΑΙ, 23. — Ὅλαι αἱ ἐνδείξεις συγκλίνουν εἰς τὸ ὅτι ἡ συζήτησις θὰ συνεχισθῇ κατὰ τὰς προσεχεῖς ἡμέρας. Ἀρμόδιοι κύκλοι ἐδήλωσαν ὅτι δὲν ὑπάρχει λόγος ἀνησυχίας, ἀλλὰ ἡ κατάστασις παρακολουθεῖται μετὰ προσοχῆς ὑπὸ τῶν ἁρμοδίων ὑπηρεσιῶν. <box>9 1829 192 1887</box>
article-body: ΛΟΝΔΙΝΟΝ, 23. (Ρώυτερ). — Ἡ ἐπιτροπὴ ἀνεκοίνωσε σήμερον τὰ νέα στοιχεῖα σχετικῶς μὲ τὴν κατάστασιν, τὰ ὁποῖα ἐκρίθησαν ὡς ἱκανοποιητικὰ ὑπὸ τῶν κύκλων τῆς κυβερνήσεως. Κατὰ τὰς ἴδιας πηγάς, αἱ συνομιλίαι θὰ συνεχισθοῦν εἰς τὸ ἐγγὺς μέλλον. <box>9 1887 192 1954</box>
lead-headline: ΑΜΕΡΙΚΑΝΟΣ ΑΠΕΣΤΑΛΜΕΝΟΣ ΕΙΣ ΤΟΥΡΚΙΑΝ ΙΝΑ ΒΟΛΙΔΟΣΚΟΠΗΣΗ ΤΑΣ ΑΡΑΒΙΚΑΣ ΧΩΡΑΣ ΕΠΙ ΤΩΝ ΠΡΟΘΕΣΕΩΝ ΤΩΝ ΕΝΑΝΤΙ ΤΗΣ ΣΥΡΙΑΣ ΕΦΘΑΣΕ ΤΟ ΜΕΣΟΝΥΚΤΙΟΝ ΕΙΣ ΤΑΣ ΑΘΗΝΑΣ <box>4 4 598 132</box>
article-body: ΛΟΝΔΙΝΟΝ, 23. (Ρώυτερ). — Ἡ ἐπιτροπὴ ἀνεκοίνωσε σήμερον τὰ νέα στοιχεῖα σχετικῶς μὲ τὴν κατάστασιν, τὰ ὁποῖα ἐκρίθησαν ὡς ἱκανοποιητικὰ ὑπὸ τῶν κύκλων τῆς κυβερνήσεως. Κατὰ τὰς ἴδιας πηγάς, αἱ συνομιλίαι θὰ συνεχισθοῦν εἰς τὸ ἐγγὺς μέλλον. <box>813 159 993 227</box>
section-subhead-italic: Συλλήψεις καὶ εἰς τὴν Ν. Κορέαν <box>1336 1388 1586 1404</box>
article-body: ΛΟΝΔΙΝΟΝ, 23. (Ρώυτερ). — Ἡ ἐπιτροπὴ ἀνεκοίνωσε σήμερον τὰ νέα στοιχεῖα σχετικῶς μὲ τὴν κατάστασιν, τὰ ὁποῖα ἐκρίθησαν ὡς ἱκανοποιητικὰ ὑπὸ τῶν κύκλων τῆς κυβερνήσεως. Κατὰ τὰς ἴδιας πηγάς, αἱ συνομιλίαι θὰ συνεχισθοῦν εἰς τὸ ἐγγὺς μέλλον. <box>9 1236 192 1304</box>
article-columns <box>4 164 598 662</box>
article-body: ΒΑΣΙΓΚΤΩΝ, 23. (Ἀσσ. Πρὲς). — Ὁ ὑπουργὸς τῶν Ἐξωτερικῶν κ. Ντάλλες ἀνεκοίνωσεν ὅτι ἀποστέλλει εἰς τὴν Μέσην Ἀνατολὴν ἀντιπρόσωπον διὰ νὰ βολιδοσκοπήση τὰς ἀραβικὰς χώρας ἐπὶ τῶν προθέσεων τῆς Συρίας. Κατὰ τὰς ἴδιας πληροφορίας ἡ ἀποστολὴ ἀποσκοπεῖ εἰς τὴν ἐξακρίβωσιν τῆς καταστάσεως καὶ εἰς τὴν ἐνημέρωσιν τῆς κυβερνήσεως. <box>1409 1478 1585 1566</box>
article-body: ΒΑΣΙΓΚΤΩΝ, 23. (Ἀσσ. Πρὲς). — Ὁ ὑπουργὸς τῶν Ἐξωτερικῶν κ. Ντάλλες ἀνεκοίνωσεν ὅτι ἀποστέλλει εἰς τὴν Μέσην Ἀνατολὴν ἀντιπρόσωπον διὰ νὰ βολιδοσκοπήση τὰς ἀραβικὰς χώρας ἐπὶ τῶν προθέσεων τῆς Συρίας. Κατὰ τὰς ἴδιας πληροφορίας ἡ ἀποστολὴ ἀποσκοπεῖ εἰς τὴν ἐξακρίβωσιν τῆς καταστάσεως καὶ εἰς τὴν ἐνημέρωσιν τῆς κυβερνήσεως. <box>209 363 393 450</box>
section-subhead: ΤΟΝ ΕΠΙΚΡΙΝΕΙ Ο ΛΟΡΔΟΣ ΔΗΜΑΡΧΟΣ <box>718 1563 890 1573</box>
section-subhead: Η ΙΑΠΩΝΙΑ ΔΕΝ ΘΑ ΑΥΞΗΣΗ ΤΑΣ ΧΕΡΣΑΙΑΣ ΔΥΝΑΜΕΙΣ <box>1011 1357 1201 1376</box>
section-subhead: ΠΝΕΥΜΑ ΟΙΚΟΝΟΜΙΑΣ ΕΙΣ ΤΟΝ ΣΤΡΑΤΟΝ ΤΩΝ ΗΝΩΜ. ΠΟΛΙΤΕΙΩΝ <box>409 989 594 1008</box>
section-subhead: ΕΠΙΣΤΡΕΦΕΙ Ο Κ. ΧΑΣΙΜΙΤΗΣ <box>438 2030 565 2040</box>
article-body: ΠΑΡΙΣΙΟΙ, 23. (Ἀσσ. Πρὲς). — Αἱ πληροφορίαι τῆς πρωΐας ἀναφέρουν ὅτι ἡ κατάστασις παραμένει ἀμετάβλητος. Οἱ ἀντιπρόσωποι ἀνέμενον νεωτέρας ὁδηγίας διὰ νὰ συνεχίσουν τὰς διαπραγματεύσεις, αἱ ὁποῖαι διεκόπησαν χθὲς τὸ ἑσπέρας. <box>9 406 192 465</box>
article-body: ΑΘΗΝΑΙ, 23. — Ὅλαι αἱ ἐνδείξεις συγκλίνουν εἰς τὸ ὅτι ἡ συζήτησις θὰ συνεχισθῇ κατὰ τὰς προσεχεῖς ἡμέρας. Ἀρμόδιοι κύκλοι ἐδήλωσαν ὅτι δὲν ὑπάρχει λόγος ἀνησυχίας, ἀλλὰ ἡ κατάστασις παρακολουθεῖται μετὰ προσοχῆς ὑπὸ τῶν ἁρμοδίων ὑπηρεσιῶν. <box>209 1105 393 1163</box>
headline-box <box>610 27 998 81</box>
article-body: ΒΑΣΙΓΚΤΩΝ, 23. (Ἀσσ. Πρὲς). — Ὁ ὑπουργὸς τῶν Ἐξωτερικῶν κ. Ντάλλες ἀνεκοίνωσεν ὅτι ἀποστέλλει εἰς τὴν Μέσην Ἀνατολὴν ἀντιπρόσωπον διὰ νὰ βολιδοσκοπήση τὰς ἀραβικὰς χώρας ἐπὶ τῶν προθέσεων τῆς Συρίας. Κατὰ τὰς ἴδιας πληροφορίας ἡ ἀποστολὴ ἀποσκοπεῖ εἰς τὴν ἐξακρίβωσιν τῆς καταστάσεως καὶ εἰς τὴν ἐνημέρωσιν τῆς κυβερνήσεως. <box>209 716 393 804</box>
section-subhead: ΔΙΑ ΤΟ ΠΡΟΣΕΧΕΣ ΕΤΟΣ <box>850 304 956 314</box>
section-subhead: ΤΟ ΜΗΝΥΜΑ ΤΟΥ ΣΑΟΥΝΤ <box>42 938 158 948</box>
section-subhead-italic: Ἡ ἀπώλεια ἐστοίχισεν 2 ἑκ. στερλινῶν καλυπτομένων ἀπὸ ξένας ἑταιρείας <box>39 1706 358 1739</box>
section-subhead: ΚΑΤΗΓΟΡΕΙΤΑΙ Η ΑΜΕΡΙΚΗ <box>41 1022 160 1031</box>
article-body: ΒΑΣΙΓΚΤΩΝ, 23. (Ἀσσ. Πρὲς). — Ὁ ὑπουργὸς τῶν Ἐξωτερικῶν κ. Ντάλλες ἀνεκοίνωσεν ὅτι ἀποστέλλει εἰς τὴν Μέσην Ἀνατολὴν ἀντιπρόσωπον διὰ νὰ βολιδοσκοπήση τὰς ἀραβικὰς χώρας ἐπὶ τῶν προθέσεων τῆς Συρίας. Κατὰ τὰς ἴδιας πληροφορίας ἡ ἀποστολὴ ἀποσκοπεῖ εἰς τὴν ἐξακρίβωσιν τῆς καταστάσεως καὶ εἰς τὴν ἐνημέρωσιν τῆς κυβερνήσεως. <box>9 465 192 552</box>
article-body: ΠΑΡΙΣΙΟΙ, 23. (Ἀσσ. Πρὲς). — Αἱ πληροφορίαι τῆς πρωΐας ἀναφέρουν ὅτι ἡ κατάστασις παραμένει ἀμετάβλητος. Οἱ ἀντιπρόσωποι ἀνέμενον νεωτέρας ὁδηγίας διὰ νὰ συνεχίσουν τὰς διαπραγματεύσεις, αἱ ὁποῖαι διεκόπησαν χθὲς τὸ ἑσπέρας. <box>409 1102 593 1160</box>
section-subhead: ΓΕΝΙΚΗ ΕΠΙΣΚΟΠΗΣΙΣ <box>1254 1497 1351 1507</box>
article-body: ΠΑΡΙΣΙΟΙ, 23. (Ἀσσ. Πρὲς). — Αἱ πληροφορίαι τῆς πρωΐας ἀναφέρουν ὅτι ἡ κατάστασις παραμένει ἀμετάβλητος. Οἱ ἀντιπρόσωποι ἀνέμενον νεωτέρας ὁδηγίας διὰ νὰ συνεχίσουν τὰς διαπραγματεύσεις, αἱ ὁποῖαι διεκόπησαν χθὲς τὸ ἑσπέρας. <box>409 1857 593 1916</box>
article-columns <box>610 1328 998 1512</box>
article-columns <box>610 1812 998 1976</box>
article-body: ΛΕΥΚΩΣΙΑ, 23. — Βόμβα ἐρρίφθη χθὲς τὴν νύκτα ἐναντίον τῆς οἰκίας ἀστυνομικοῦ εἰς χωρίον τῆς Λεμεσοῦ. Ζημίαι ἐσημειώθησαν εἰς τὴν πρόσοψιν τῆς οἰκίας, ἀλλὰ οὐδεὶς ἐτραυματίσθη. Ἡ ἀστυνομία διεξάγει ἀνακρίσεις πρὸς ἀνεύρεσιν τῶν δραστῶν. <box>1407 372 1585 429</box>
section-subhead: ΣΥΝΕΧΙΖΟΝΤΑΙ ΑΙ ΣΥΛΛΗΨΕΙΣ <box>1431 1410 1563 1420</box>
section-subhead: ΤΑ ΠΟΛΙΤΙΚΑ ΕΠΙΧΕΙΡΗΜΑΤΑ <box>236 705 366 715</box>
section-subhead: Η ΘΡΗΣΚΕΙΑ ΔΕΝ ΕΙΝΑΙ «ΟΠΙΟΝ ΤΟΥ ΛΑΟΥ» ΕΙΣ ΤΗΝ ΠΟΛΩΝΙΑΝ <box>1024 892 1187 910</box>
article-body: ΛΟΝΔΙΝΟΝ, 23. (Ρώυτερ). — Ἡ ἐπιτροπὴ ἀνεκοίνωσε σήμερον τὰ νέα στοιχεῖα σχετικῶς μὲ τὴν κατάστασιν, τὰ ὁποῖα ἐκρίθησαν ὡς ἱκανοποιητικὰ ὑπὸ τῶν κύκλων τῆς κυβερνήσεως. Κατὰ τὰς ἴδιας πηγάς, αἱ συνομιλίαι θὰ συνεχισθοῦν εἰς τὸ ἐγγὺς μέλλον. <box>409 163 593 232</box>
section-headline: Η ΜΑΛΑΙΣΙΑ ΑΠΟΚΡΟΥΕΙ ΤΟΝ ΕΞΟΠΛΙΣΜΟΝ ΤΩΝ ΕΚΕΙ ΣΤΑΘΜΕΥΟΥΣΩΝ ΔΥΝΑΜΕΩΝ ΤΗΣ ΜΕΓ. ΒΡΕΤΑΝΝΙΑΣ ΜΕ ΑΤΟΜΙΚΑ ΟΠΛΑ <box>622 759 986 805</box>
article-body: ΠΑΡΙΣΙΟΙ, 23. (Ἀσσ. Πρὲς). — Αἱ πληροφορίαι τῆς πρωΐας ἀναφέρουν ὅτι ἡ κατάστασις παραμένει ἀμετάβλητος. Οἱ ἀντιπρόσωποι ἀνέμενον νεωτέρας ὁδηγίας διὰ νὰ συνεχίσουν τὰς διαπραγματεύσεις, αἱ ὁποῖαι διεκόπησαν χθὲς τὸ ἑσπέρας. <box>9 1954 192 2012</box>
article-body: ΛΟΝΔΙΝΟΝ, 23. (Ρώυτερ). — Ἡ ἐπιτροπὴ ἀνεκοίνωσε σήμερον τὰ νέα στοιχεῖα σχετικῶς μὲ τὴν κατάστασιν, τὰ ὁποῖα ἐκρίθησαν ὡς ἱκανοποιητικὰ ὑπὸ τῶν κύκλων τῆς κυβερνήσεως. Κατὰ τὰς ἴδιας πηγάς, αἱ συνομιλίαι θὰ συνεχισθοῦν εἰς τὸ ἐγγὺς μέλλον. <box>409 1765 593 1833</box>
article-body: ΑΘΗΝΑΙ, 23. — Ὅλαι αἱ ἐνδείξεις συγκλίνουν εἰς τὸ ὅτι ἡ συζήτησις θὰ συνεχισθῇ κατὰ τὰς προσεχεῖς ἡμέρας. Ἀρμόδιοι κύκλοι ἐδήλωσαν ὅτι δὲν ὑπάρχει λόγος ἀνησυχίας, ἀλλὰ ἡ κατάστασις παρακολουθεῖται μετὰ προσοχῆς ὑπὸ τῶν ἁρμοδίων ὑπηρεσιῶν. <box>813 1065 993 1124</box>
section-subhead: ΚΑΙ Η 6Η ΡΩΣΣΙΚΗ <box>862 231 944 241</box>
section-subhead: ΝΕΟΝ ΕΘΝΑΡΧΙΚΟΝ ΣΥΜΒΟΥΛΙΟΝ <box>1029 329 1181 339</box>
article-body: ΒΑΣΙΓΚΤΩΝ, 23. (Ἀσσ. Πρὲς). — Ὁ ὑπουργὸς τῶν Ἐξωτερικῶν κ. Ντάλλες ἀνεκοίνωσεν ὅτι ἀποστέλλει εἰς τὴν Μέσην Ἀνατολὴν ἀντιπρόσωπον διὰ νὰ βολιδοσκοπήση τὰς ἀραβικὰς χώρας ἐπὶ τῶν προθέσεων τῆς Συρίας. Κατὰ τὰς ἴδιας πληροφορίας ἡ ἀποστολὴ ἀποσκοπεῖ εἰς τὴν ἐξακρίβωσιν τῆς καταστάσεως καὶ εἰς τὴν ἐνημέρωσιν τῆς κυβερνήσεως. <box>9 1741 192 1829</box>
section-subhead: ΚΑΤΗΓΟΡΙΑΙ ΤΗΣ «ΠΡΑΒΔΑ» <box>238 1007 364 1016</box>
continuation-arrows-icon: ▸▸▸ <box>1011 712 1039 738</box>
article-body: ΑΘΗΝΑΙ, 23. — Ὅλαι αἱ ἐνδείξεις συγκλίνουν εἰς τὸ ὅτι ἡ συζήτησις θὰ συνεχισθῇ κατὰ τὰς προσεχεῖς ἡμέρας. Ἀρμόδιοι κύκλοι ἐδήλωσαν ὅτι δὲν ὑπάρχει λόγος ἀνησυχίας, ἀλλὰ ἡ κατάστασις παρακολουθεῖται μετὰ προσοχῆς ὑπὸ τῶν ἁρμοδίων ὑπηρεσιῶν. <box>209 1969 393 2027</box>
continuation-label: ΣΥΝΕΧΕΙΑ ἘΚ ΤΗ͂Σ 1ΗΣ ΣΕΛΊΔΟΣ <box>1033 741 1177 751</box>
lead-subhead: Ὁ στρατάρχης Ζούκωφ θὰ μεταβῆ εἰς Δαμασκὸν <box>126 133 598 154</box>
article-body: ΛΟΝΔΙΝΟΝ, 23. (Ρώυτερ). — Ἡ ἐπιτροπὴ ἀνεκοίνωσε σήμερον τὰ νέα στοιχεῖα σχετικῶς μὲ τὴν κατάστασιν, τὰ ὁποῖα ἐκρίθησαν ὡς ἱκανοποιητικὰ ὑπὸ τῶν κύκλων τῆς κυβερνήσεως. Κατὰ τὰς ἴδιας πηγάς, αἱ συνομιλίαι θὰ συνεχισθοῦν εἰς τὸ ἐγγὺς μέλλον. <box>1407 114 1585 181</box>
divider <box>606 985 1002 987</box>
article-body: ΑΘΗΝΑΙ, 23. — Ὅλαι αἱ ἐνδείξεις συγκλίνουν εἰς τὸ ὅτι ἡ συζήτησις θὰ συνεχισθῇ κατὰ τὰς προσεχεῖς ἡμέρας. Ἀρμόδιοι κύκλοι ἐδήλωσαν ὅτι δὲν ὑπάρχει λόγος ἀνησυχίας, ἀλλὰ ἡ κατάστασις παρακολουθεῖται μετὰ προσοχῆς ὑπὸ τῶν ἁρμοδίων ὑπηρεσιῶν. <box>813 904 993 962</box>
section-subhead: Η ΑΣΙΑ ΤΟΥ ΡΩΣΣΙΚΟΥ ΥΛΙΚΟΥ <box>433 294 570 304</box>
article-body: ΑΘΗΝΑΙ, 23. — Ὅλαι αἱ ἐνδείξεις συγκλίνουν εἰς τὸ ὅτι ἡ συζήτησις θὰ συνεχισθῇ κατὰ τὰς προσεχεῖς ἡμέρας. Ἀρμόδιοι κύκλοι ἐδήλωσαν ὅτι δὲν ὑπάρχει λόγος ἀνησυχίας, ἀλλὰ ἡ κατάστασις παρακολουθεῖται μετὰ προσοχῆς ὑπὸ τῶν ἁρμοδίων ὑπηρεσιῶν. <box>409 927 593 986</box>
section-subhead: ΑΜΕΡΙΚΑΝΙΚΟΝ ΤΕΤΡΑΚΙΝΗΤΗΡΙΟΝ ΣΥΝΕΤΡΙΒΗ <box>1025 118 1185 136</box>
article-body: ΒΑΣΙΓΚΤΩΝ, 23. (Ἀσσ. Πρὲς). — Ὁ ὑπουργὸς τῶν Ἐξωτερικῶν κ. Ντάλλες ἀνεκοίνωσεν ὅτι ἀποστέλλει εἰς τὴν Μέσην Ἀνατολὴν ἀντιπρόσωπον διὰ νὰ βολιδοσκοπήση τὰς ἀραβικὰς χώρας ἐπὶ τῶν προθέσεων τῆς Συρίας. Κατὰ τὰς ἴδιας πληροφορίας ἡ ἀποστολὴ ἀποσκοπεῖ εἰς τὴν ἐξακρίβωσιν τῆς καταστάσεως καὶ εἰς τὴν ἐνημέρωσιν τῆς κυβερνήσεως. <box>9 1091 192 1178</box>
article-body: ΑΘΗΝΑΙ, 23. — Ὅλαι αἱ ἐνδείξεις συγκλίνουν εἰς τὸ ὅτι ἡ συζήτησις θὰ συνεχισθῇ κατὰ τὰς προσεχεῖς ἡμέρας. Ἀρμόδιοι κύκλοι ἐδήλωσαν ὅτι δὲν ὑπάρχει λόγος ἀνησυχίας, ἀλλὰ ἡ κατάστασις παρακολουθεῖται μετὰ προσοχῆς ὑπὸ τῶν ἁρμοδίων ὑπηρεσιῶν. <box>1016 1569 1196 1628</box>
article-body: ΑΘΗΝΑΙ, 23. — Ὅλαι αἱ ἐνδείξεις συγκλίνουν εἰς τὸ ὅτι ἡ συζήτησις θὰ συνεχισθῇ κατὰ τὰς προσεχεῖς ἡμέρας. Ἀρμόδιοι κύκλοι ἐδήλωσαν ὅτι δὲν ὑπάρχει λόγος ἀνησυχίας, ἀλλὰ ἡ κατάστασις παρακολουθεῖται μετὰ προσοχῆς ὑπὸ τῶν ἁρμοδίων ὑπηρεσιῶν. <box>209 163 393 222</box>
section-subhead: Ο ΔΗΜΑΡΧΟΣ ΛΟΝΔΙΝΟΥ <box>847 1578 959 1588</box>
article-body: ΒΑΣΙΓΚΤΩΝ, 23. (Ἀσσ. Πρὲς). — Ὁ ὑπουργὸς τῶν Ἐξωτερικῶν κ. Ντάλλες ἀνεκοίνωσεν ὅτι ἀποστέλλει εἰς τὴν Μέσην Ἀνατολὴν ἀντιπρόσωπον διὰ νὰ βολιδοσκοπήση τὰς ἀραβικὰς χώρας ἐπὶ τῶν προθέσεων τῆς Συρίας. Κατὰ τὰς ἴδιας πληροφορίας ἡ ἀποστολὴ ἀποσκοπεῖ εἰς τὴν ἐξακρίβωσιν τῆς καταστάσεως καὶ εἰς τὴν ἐνημέρωσιν τῆς κυβερνήσεως. <box>209 1882 393 1969</box>
article-body: ΛΟΝΔΙΝΟΝ, 23. (Ρώυτερ). — Ἡ ἐπιτροπὴ ἀνεκοίνωσε σήμερον τὰ νέα στοιχεῖα σχετικῶς μὲ τὴν κατάστασιν, τὰ ὁποῖα ἐκρίθησαν ὡς ἱκανοποιητικὰ ὑπὸ τῶν κύκλων τῆς κυβερνήσεως. Κατὰ τὰς ἴδιας πηγάς, αἱ συνομιλίαι θὰ συνεχισθοῦν εἰς τὸ ἐγγὺς μέλλον. <box>615 817 795 885</box>
article-body: ΒΑΣΙΓΚΤΩΝ, 23. (Ἀσσ. Πρὲς). — Ὁ ὑπουργὸς τῶν Ἐξωτερικῶν κ. Ντάλλες ἀνεκοίνωσεν ὅτι ἀποστέλλει εἰς τὴν Μέσην Ἀνατολὴν ἀντιπρόσωπον διὰ νὰ βολιδοσκοπήση τὰς ἀραβικὰς χώρας ἐπὶ τῶν προθέσεων τῆς Συρίας. Κατὰ τὰς ἴδιας πληροφορίας ἡ ἀποστολὴ ἀποσκοπεῖ εἰς τὴν ἐξακρίβωσιν τῆς καταστάσεως καὶ εἰς τὴν ἐνημέρωσιν τῆς κυβερνήσεως. <box>615 343 795 430</box>
article-body: ΠΑΡΙΣΙΟΙ, 23. (Ἀσσ. Πρὲς). — Αἱ πληροφορίαι τῆς πρωΐας ἀναφέρουν ὅτι ἡ κατάστασις παραμένει ἀμετάβλητος. Οἱ ἀντιπρόσωποι ἀνέμενον νεωτέρας ὁδηγίας διὰ νὰ συνεχίσουν τὰς διαπραγματεύσεις, αἱ ὁποῖαι διεκόπησαν χθὲς τὸ ἑσπέρας. <box>1016 431 1195 490</box>
article-body: ΑΘΗΝΑΙ, 23. — Ὅλαι αἱ ἐνδείξεις συγκλίνουν εἰς τὸ ὅτι ἡ συζήτησις θὰ συνεχισθῇ κατὰ τὰς προσεχεῖς ἡμέρας. Ἀρμόδιοι κύκλοι ἐδήλωσαν ὅτι δὲν ὑπάρχει λόγος ἀνησυχίας, ἀλλὰ ἡ κατάστασις παρακολουθεῖται μετὰ προσοχῆς ὑπὸ τῶν ἁρμοδίων ὑπηρεσιῶν. <box>1016 752 1195 820</box>
article-body: ΠΑΡΙΣΙΟΙ, 23. (Ἀσσ. Πρὲς). — Αἱ πληροφορίαι τῆς πρωΐας ἀναφέρουν ὅτι ἡ κατάστασις παραμένει ἀμετάβλητος. Οἱ ἀντιπρόσωποι ἀνέμενον νεωτέρας ὁδηγίας διὰ νὰ συνεχίσουν τὰς διαπραγματεύσεις, αἱ ὁποῖαι διεκόπησαν χθὲς τὸ ἑσπέρας. <box>1016 911 1195 970</box>
section-subhead: Η ΕΠΙΤΡΟΠΗ ΔΙΚΑΙΩΜΑΤΩΝ <box>1238 175 1363 185</box>
column-divider <box>1004 0 1006 2324</box>
article-columns <box>1011 114 1590 671</box>
article-body: ΠΑΡΙΣΙΟΙ, 23. (Ἀσσ. Πρὲς). — Αἱ πληροφορίαι τῆς πρωΐας ἀναφέρουν ὅτι ἡ κατάστασις παραμένει ἀμετάβλητος. Οἱ ἀντιπρόσωποι ἀνέμενον νεωτέρας ὁδηγίας διὰ νὰ συνεχίσουν τὰς διαπραγματεύσεις, αἱ ὁποῖαι διεκόπησαν χθὲς τὸ ἑσπέρας. <box>615 1812 795 1870</box>
article-body: ΑΘΗΝΑΙ, 23. — Ὅλαι αἱ ἐνδείξεις συγκλίνουν εἰς τὸ ὅτι ἡ συζήτησις θὰ συνεχισθῇ κατὰ τὰς προσεχεῖς ἡμέρας. Ἀρμόδιοι κύκλοι ἐδήλωσαν ὅτι δὲν ὑπάρχει λόγος ἀνησυχίας, ἀλλὰ ἡ κατάστασις παρακολουθεῖται μετὰ προσοχῆς ὑπὸ τῶν ἁρμοδίων ὑπηρεσιῶν. <box>1214 1508 1391 1576</box>
article-body: ΒΑΣΙΓΚΤΩΝ, 23. (Ἀσσ. Πρὲς). — Ὁ ὑπουργὸς τῶν Ἐξωτερικῶν κ. Ντάλλες ἀνεκοίνωσεν ὅτι ἀποστέλλει εἰς τὴν Μέσην Ἀνατολὴν ἀντιπρόσωπον διὰ νὰ βολιδοσκοπήση τὰς ἀραβικὰς χώρας ἐπὶ τῶν προθέσεων τῆς Συρίας. Κατὰ τὰς ἴδιας πληροφορίας ἡ ἀποστολὴ ἀποσκοπεῖ εἰς τὴν ἐξακρίβωσιν τῆς καταστάσεως καὶ εἰς τὴν ἐνημέρωσιν τῆς κυβερνήσεως. <box>409 1938 593 2026</box>
article-body: ΛΟΝΔΙΝΟΝ, 23. (Ρώυτερ). — Ἡ ἐπιτροπὴ ἀνεκοίνωσε σήμερον τὰ νέα στοιχεῖα σχετικῶς μὲ τὴν κατάστασιν, τὰ ὁποῖα ἐκρίθησαν ὡς ἱκανοποιητικὰ ὑπὸ τῶν κύκλων τῆς κυβερνήσεως. Κατὰ τὰς ἴδιας πηγάς, αἱ συνομιλίαι θὰ συνεχισθοῦν εἰς τὸ ἐγγὺς μέλλον. <box>1409 1649 1585 1716</box>
article-body: ΒΑΣΙΓΚΤΩΝ, 23. (Ἀσσ. Πρὲς). — Ὁ ὑπουργὸς τῶν Ἐξωτερικῶν κ. Ντάλλες ἀνεκοίνωσεν ὅτι ἀποστέλλει εἰς τὴν Μέσην Ἀνατολὴν ἀντιπρόσωπον διὰ νὰ βολιδοσκοπήση τὰς ἀραβικὰς χώρας ἐπὶ τῶν προθέσεων τῆς Συρίας. Κατὰ τὰς ἴδιας πληροφορίας ἡ ἀποστολὴ ἀποσκοπεῖ εἰς τὴν ἐξακρίβωσιν τῆς καταστάσεως καὶ εἰς τὴν ἐνημέρωσιν τῆς κυβερνήσεως. <box>813 315 993 402</box>
article-body: ΛΟΝΔΙΝΟΝ, 23. (Ρώυτερ). — Ἡ ἐπιτροπὴ ἀνεκοίνωσε σήμερον τὰ νέα στοιχεῖα σχετικῶς μὲ τὴν κατάστασιν, τὰ ὁποῖα ἐκρίθησαν ὡς ἱκανοποιητικὰ ὑπὸ τῶν κύκλων τῆς κυβερνήσεως. Κατὰ τὰς ἴδιας πηγάς, αἱ συνομιλίαι θὰ συνεχισθοῦν εἰς τὸ ἐγγὺς μέλλον. <box>209 1741 393 1809</box>
section-subhead: ΑΙ ΕΚΚΑΘΑΡΙΣΕΙΣ ΣΥΝΕΧΙΖΟΝΤΑΙ ΕΙΣ ΤΗΝ ΚΙΝΑΝ <box>1208 716 1393 735</box>
article-body: ΛΟΝΔΙΝΟΝ, 23. (Ρώυτερ). — Ἡ ἐπιτροπὴ ἀνεκοίνωσε σήμερον τὰ νέα στοιχεῖα σχετικῶς μὲ τὴν κατάστασιν, τὰ ὁποῖα ἐκρίθησαν ὡς ἱκανοποιητικὰ ὑπὸ τῶν κύκλων τῆς κυβερνήσεως. Κατὰ τὰς ἴδιας πηγάς, αἱ συνομιλίαι θὰ συνεχισθοῦν εἰς τὸ ἐγγὺς μέλλον. <box>9 949 192 1018</box>
article-body: ΑΘΗΝΑΙ, 23. — Ὅλαι αἱ ἐνδείξεις συγκλίνουν εἰς τὸ ὅτι ἡ συζήτησις θὰ συνεχισθῇ κατὰ τὰς προσεχεῖς ἡμέρας. Ἀρμόδιοι κύκλοι ἐδήλωσαν ὅτι δὲν ὑπάρχει λόγος ἀνησυχίας, ἀλλὰ ἡ κατάστασις παρακολουθεῖται μετὰ προσοχῆς ὑπὸ τῶν ἁρμοδίων ὑπηρεσιῶν. <box>9 1177 192 1236</box>
article-body: ΛΕΥΚΩΣΙΑ, 23. — Βόμβα ἐρρίφθη χθὲς τὴν νύκτα ἐναντίον τῆς οἰκίας ἀστυνομικοῦ εἰς χωρίον τῆς Λεμεσοῦ. Ζημίαι ἐσημειώθησαν εἰς τὴν πρόσοψιν τῆς οἰκίας, ἀλλὰ οὐδεὶς ἐτραυματίσθη. Ἡ ἀστυνομία διεξάγει ἀνακρίσεις πρὸς ἀνεύρεσιν τῶν δραστῶν. <box>1211 736 1390 795</box>
article-body: ΑΘΗΝΑΙ, 23. — Ὅλαι αἱ ἐνδείξεις συγκλίνουν εἰς τὸ ὅτι ἡ συζήτησις θὰ συνεχισθῇ κατὰ τὰς προσεχεῖς ἡμέρας. Ἀρμόδιοι κύκλοι ἐδήλωσαν ὅτι δὲν ὑπάρχει λόγος ἀνησυχίας, ἀλλὰ ἡ κατάστασις παρακολουθεῖται μετὰ προσοχῆς ὑπὸ τῶν ἁρμοδίων ὑπηρεσιῶν. <box>1407 814 1585 883</box>
article-body: ΛΕΥΚΩΣΙΑ, 23. — Βόμβα ἐρρίφθη χθὲς τὴν νύκτα ἐναντίον τῆς οἰκίας ἀστυνομικοῦ εἰς χωρίον τῆς Λεμεσοῦ. Ζημίαι ἐσημειώθησαν εἰς τὴν πρόσοψιν τῆς οἰκίας, ἀλλὰ οὐδεὶς ἐτραυματίσθη. Ἡ ἀστυνομία διεξάγει ἀνακρίσεις πρὸς ἀνεύρεσιν τῶν δραστῶν. <box>1211 114 1390 172</box>
article-body: ΛΟΝΔΙΝΟΝ, 23. (Ρώυτερ). — Ἡ ἐπιτροπὴ ἀνεκοίνωσε σήμερον τὰ νέα στοιχεῖα σχετικῶς μὲ τὴν κατάστασιν, τὰ ὁποῖα ἐκρίθησαν ὡς ἱκανοποιητικὰ ὑπὸ τῶν κύκλων τῆς κυβερνήσεως. Κατὰ τὰς ἴδιας πηγάς, αἱ συνομιλίαι θὰ συνεχισθοῦν εἰς τὸ ἐγγὺς μέλλον. <box>615 1415 795 1482</box>
section-subhead: ΕΠΑΝΗΛΘΕΝ ΕΙΣ ΑΘΗΝΑΣ Ο ΑΙΓΥΠΤΙΟΣ ΠΡΕΣΒΥΣ <box>414 1919 589 1937</box>
article-body: ΒΑΣΙΓΚΤΩΝ, 23. (Ἀσσ. Πρὲς). — Ὁ ὑπουργὸς τῶν Ἐξωτερικῶν κ. Ντάλλες ἀνεκοίνωσεν ὅτι ἀποστέλλει εἰς τὴν Μέσην Ἀνατολὴν ἀντιπρόσωπον διὰ νὰ βολιδοσκοπήση τὰς ἀραβικὰς χώρας ἐπὶ τῶν προθέσεων τῆς Συρίας. Κατὰ τὰς ἴδιας πληροφορίας ἡ ἀποστολὴ ἀποσκοπεῖ εἰς τὴν ἐξακρίβωσιν τῆς καταστάσεως καὶ εἰς τὴν ἐνημέρωσιν τῆς κυβερνήσεως. <box>1214 1406 1391 1493</box>
section-headline: ΑΘΡΟΑΙ ΣΥΛΛΗΨΕΙΣ ΕΙΣ ΤΗΝ ΣΙΓΚΑΠΟΥΡΗΝ <box>1124 1328 1477 1347</box>
divider <box>0 696 602 698</box>
section-subhead: ΚΑΤΗΓΟΡΟΥΝΤΑΙ ΔΥΟ ΤΟΥΡΚΟΙ <box>1426 258 1567 268</box>
article-body: ΛΟΝΔΙΝΟΝ, 23. (Ρώυτερ). — Ἡ ἐπιτροπὴ ἀνεκοίνωσε σήμερον τὰ νέα στοιχεῖα σχετικῶς μὲ τὴν κατάστασιν, τὰ ὁποῖα ἐκρίθησαν ὡς ἱκανοποιητικὰ ὑπὸ τῶν κύκλων τῆς κυβερνήσεως. Κατὰ τὰς ἴδιας πηγάς, αἱ συνομιλίαι θὰ συνεχισθοῦν εἰς τὸ ἐγγὺς μέλλον. <box>813 1124 993 1191</box>
divider <box>606 1045 1002 1047</box>
section-subhead: ΑΓΓΛΙΚΑ ΠΛΟΙΑ ΕΙΣ ΒΗΡΥΤΟΝ <box>234 933 368 943</box>
article-body: ΒΑΣΙΓΚΤΩΝ, 23. (Ἀσσ. Πρὲς). — Ὁ ὑπουργὸς τῶν Ἐξωτερικῶν κ. Ντάλλες ἀνεκοίνωσεν ὅτι ἀποστέλλει εἰς τὴν Μέσην Ἀνατολὴν ἀντιπρόσωπον διὰ νὰ βολιδοσκοπήση τὰς ἀραβικὰς χώρας ἐπὶ τῶν προθέσεων τῆς Συρίας. Κατὰ τὰς ἴδιας πληροφορίας ἡ ἀποστολὴ ἀποσκοπεῖ εἰς τὴν ἐξακρίβωσιν τῆς καταστάσεως καὶ εἰς τὴν ἐνημέρωσιν τῆς κυβερνήσεως. <box>1407 712 1585 800</box>
article-body: ΠΑΡΙΣΙΟΙ, 23. (Ἀσσ. Πρὲς). — Αἱ πληροφορίαι τῆς πρωΐας ἀναφέρουν ὅτι ἡ κατάστασις παραμένει ἀμετάβλητος. Οἱ ἀντιπρόσωποι ἀνέμενον νεωτέρας ὁδηγίας διὰ νὰ συνεχίσουν τὰς διαπραγματεύσεις, αἱ ὁποῖαι διεκόπησαν χθὲς τὸ ἑσπέρας. <box>9 1033 192 1091</box>
section-subhead: Ο Κ. ΚΡΙΣΤΙΑΝ ΠΙΝΩ ΚΑΤΗΓΟΡΗΘΗ ΕΙΣ ΣΑΝΤΙΑΓΟ ΧΙΛΗΣ <box>415 797 587 816</box>
lead-headline: ΒΟΜΒΑ, ΜΕΤΑ ΤΟΣΟΥΣ ΜΗΝΑΣ ΗΣΥΧΙΑΣ ΕΡΡΙΦΘΗ ΕΙΣ ΧΩΡΙΟΝ ΤΗΣ ΛΕΜΕΣΟΥ ΕΝΑΝΤΙΟΝ ΤΗΣ ΟΙΚΙΑΣ ΑΣΤΥΝΟΜΙΚΟΥ <box>1011 7 1578 82</box>
article-body: ΠΑΡΙΣΙΟΙ, 23. (Ἀσσ. Πρὲς). — Αἱ πληροφορίαι τῆς πρωΐας ἀναφέρουν ὅτι ἡ κατάστασις παραμένει ἀμετάβλητος. Οἱ ἀντιπρόσωποι ἀνέμενον νεωτέρας ὁδηγίας διὰ νὰ συνεχίσουν τὰς διαπραγματεύσεις, αἱ ὁποῖαι διεκόπησαν χθὲς τὸ ἑσπέρας. <box>615 885 795 942</box>
section-subhead: ΔΗΛΩΣΕΙΣ ΤΟΥ ΚΟΥΑΤΛΗ <box>244 226 358 236</box>
article-body: ΛΟΝΔΙΝΟΝ, 23. (Ρώυτερ). — Ἡ ἐπιτροπὴ ἀνεκοίνωσε σήμερον τὰ νέα στοιχεῖα σχετικῶς μὲ τὴν κατάστασιν, τὰ ὁποῖα ἐκρίθησαν ὡς ἱκανοποιητικὰ ὑπὸ τῶν κύκλων τῆς κυβερνήσεως. Κατὰ τὰς ἴδιας πηγάς, αἱ συνομιλίαι θὰ συνεχισθοῦν εἰς τὸ ἐγγὺς μέλλον. <box>1016 820 1195 888</box>
lead-subhead: Ἦτο ἡ 13η καὶ ἐπραγματοποιήθη ἀπὸ ἀεροστάτου εἰς ὕψος 500 μ. <box>628 86 980 117</box>
article-body: ΒΑΣΙΓΚΤΩΝ, 23. (Ἀσσ. Πρὲς). — Ὁ ὑπουργὸς τῶν Ἐξωτερικῶν κ. Ντάλλες ἀνεκοίνωσεν ὅτι ἀποστέλλει εἰς τὴν Μέσην Ἀνατολὴν ἀντιπρόσωπον διὰ νὰ βολιδοσκοπήση τὰς ἀραβικὰς χώρας ἐπὶ τῶν προθέσεων τῆς Συρίας. Κατὰ τὰς ἴδιας πληροφορίας ἡ ἀποστολὴ ἀποσκοπεῖ εἰς τὴν ἐξακρίβωσιν τῆς καταστάσεως καὶ εἰς τὴν ἐνημέρωσιν τῆς κυβερνήσεως. <box>1016 993 1195 1081</box>
article-body: ΑΘΗΝΑΙ, 23. — Ὅλαι αἱ ἐνδείξεις συγκλίνουν εἰς τὸ ὅτι ἡ συζήτησις θὰ συνεχισθῇ κατὰ τὰς προσεχεῖς ἡμέρας. Ἀρμόδιοι κύκλοι ἐδήλωσαν ὅτι δὲν ὑπάρχει λόγος ἀνησυχίας, ἀλλὰ ἡ κατάστασις παρακολουθεῖται μετὰ προσοχῆς ὑπὸ τῶν ἁρμοδίων ὑπηρεσιῶν. <box>1211 794 1390 863</box>
column-right <box>1007 0 1594 2324</box>
section-subhead: ΠΟΣΟΝ ΘΑ ΣΤΟΙΧΙΣΗ <box>254 1871 348 1881</box>
article-body: ΠΑΡΙΣΙΟΙ, 23. (Ἀσσ. Πρὲς). — Αἱ πληροφορίαι τῆς πρωΐας ἀναφέρουν ὅτι ἡ κατάστασις παραμένει ἀμετάβλητος. Οἱ ἀντιπρόσωποι ἀνέμενον νεωτέρας ὁδηγίας διὰ νὰ συνεχίσουν τὰς διαπραγματεύσεις, αἱ ὁποῖαι διεκόπησαν χθὲς τὸ ἑσπέρας. <box>813 1386 993 1444</box>
article-body: ΛΟΝΔΙΝΟΝ, 23. (Ρώυτερ). — Ἡ ἐπιτροπὴ ἀνεκοίνωσε σήμερον τὰ νέα στοιχεῖα σχετικῶς μὲ τὴν κατάστασιν, τὰ ὁποῖα ἐκρίθησαν ὡς ἱκανοποιητικὰ ὑπὸ τῶν κύκλων τῆς κυβερνήσεως. Κατὰ τὰς ἴδιας πηγάς, αἱ συνομιλίαι θὰ συνεχισθοῦν εἰς τὸ ἐγγὺς μέλλον. <box>1016 1628 1196 1695</box>
article-body: ΛΟΝΔΙΝΟΝ, 23. (Ρώυτερ). — Ἡ ἐπιτροπὴ ἀνεκοίνωσε σήμερον τὰ νέα στοιχεῖα σχετικῶς μὲ τὴν κατάστασιν, τὰ ὁποῖα ἐκρίθησαν ὡς ἱκανοποιητικὰ ὑπὸ τῶν κύκλων τῆς κυβερνήσεως. Κατὰ τὰς ἴδιας πηγάς, αἱ συνομιλίαι θὰ συνεχισθοῦν εἰς τὸ ἐγγὺς μέλλον. <box>209 862 393 929</box>
article-columns <box>1011 1353 1590 2219</box>
article-body: ΛΟΝΔΙΝΟΝ, 23. (Ρώυτερ). — Ἡ ἐπιτροπὴ ἀνεκοίνωσε σήμερον τὰ νέα στοιχεῖα σχετικῶς μὲ τὴν κατάστασιν, τὰ ὁποῖα ἐκρίθησαν ὡς ἱκανοποιητικὰ ὑπὸ τῶν κύκλων τῆς κυβερνήσεως. Κατὰ τὰς ἴδιας πηγάς, αἱ συνομιλίαι θὰ συνεχισθοῦν εἰς τὸ ἐγγὺς μέλλον. <box>209 1162 393 1231</box>
article-body: ΑΘΗΝΑΙ, 23. — Ὅλαι αἱ ἐνδείξεις συγκλίνουν εἰς τὸ ὅτι ἡ συζήτησις θὰ συνεχισθῇ κατὰ τὰς προσεχεῖς ἡμέρας. Ἀρμόδιοι κύκλοι ἐδήλωσαν ὅτι δὲν ὑπάρχει λόγος ἀνησυχίας, ἀλλὰ ἡ κατάστασις παρακολουθεῖται μετὰ προσοχῆς ὑπὸ τῶν ἁρμοδίων ὑπηρεσιῶν. <box>1211 274 1390 342</box>
article-body: ΠΑΡΙΣΙΟΙ, 23. (Ἀσσ. Πρὲς). — Αἱ πληροφορίαι τῆς πρωΐας ἀναφέρουν ὅτι ἡ κατάστασις παραμένει ἀμετάβλητος. Οἱ ἀντιπρόσωποι ἀνέμενον νεωτέρας ὁδηγίας διὰ νὰ συνεχίσουν τὰς διαπραγματεύσεις, αἱ ὁποῖαι διεκόπησαν χθὲς τὸ ἑσπέρας. <box>209 944 393 1003</box>
sport-results: ΔΡΟΜΟΣ 100 μ.: 1) Κανδάδαμ (Ρ.) 10.9, 2) Γερόντουιν (Β.) 10.8, 3) Κουπ (Ρ.) 10.9 <box>615 2001 795 2021</box>
article-body: ΠΑΡΙΣΙΟΙ, 23. (Ἀσσ. Πρὲς). — Αἱ πληροφορίαι τῆς πρωΐας ἀναφέρουν ὅτι ἡ κατάστασις παραμένει ἀμετάβλητος. Οἱ ἀντιπρόσωποι ἀνέμενον νεωτέρας ὁδηγίας διὰ νὰ συνεχίσουν τὰς διαπραγματεύσεις, αἱ ὁποῖαι διεκόπησαν χθὲς τὸ ἑσπέρας. <box>9 701 192 760</box>
section-headline: ΑΠΕΚΑΛΥΦΘΗ Ο ΔΟΛΟΦΟΝΗΣΑΣ ΤΟΝ ΠΕΠΕΝ <box>1011 679 1410 704</box>
article-body: ΛΟΝΔΙΝΟΝ, 23. (Ρώυτερ). — Ἡ ἐπιτροπὴ ἀνεκοίνωσε σήμερον τὰ νέα στοιχεῖα σχετικῶς μὲ τὴν κατάστασιν, τὰ ὁποῖα ἐκρίθησαν ὡς ἱκανοποιητικὰ ὑπὸ τῶν κύκλων τῆς κυβερνήσεως. Κατὰ τὰς ἴδιας πηγάς, αἱ συνομιλίαι θὰ συνεχισθοῦν εἰς τὸ ἐγγὺς μέλλον. <box>615 217 795 285</box>
article-body: ΑΘΗΝΑΙ, 23. — Ὅλαι αἱ ἐνδείξεις συγκλίνουν εἰς τὸ ὅτι ἡ συζήτησις θὰ συνεχισθῇ κατὰ τὰς προσεχεῖς ἡμέρας. Ἀρμόδιοι κύκλοι ἐδήλωσαν ὅτι δὲν ὑπάρχει λόγος ἀνησυχίας, ἀλλὰ ἡ κατάστασις παρακολουθεῖται μετὰ προσοχῆς ὑπὸ τῶν ἁρμοδίων ὑπηρεσιῶν. <box>9 2100 192 2158</box>
article-body: ΒΑΣΙΓΚΤΩΝ, 23. (Ἀσσ. Πρὲς). — Ὁ ὑπουργὸς τῶν Ἐξωτερικῶν κ. Ντάλλες ἀνεκοίνωσεν ὅτι ἀποστέλλει εἰς τὴν Μέσην Ἀνατολὴν ἀντιπρόσωπον διὰ νὰ βολιδοσκοπήση τὰς ἀραβικὰς χώρας ἐπὶ τῶν προθέσεων τῆς Συρίας. Κατὰ τὰς ἴδιας πληροφορίας ἡ ἀποστολὴ ἀποσκοπεῖ εἰς τὴν ἐξακρίβωσιν τῆς καταστάσεως καὶ εἰς τὴν ἐνημέρωσιν τῆς κυβερνήσεως. <box>9 163 192 251</box>
article-body: ΑΘΗΝΑΙ, 23. — Ὅλαι αἱ ἐνδείξεις συγκλίνουν εἰς τὸ ὅτι ἡ συζήτησις θὰ συνεχισθῇ κατὰ τὰς προσεχεῖς ἡμέρας. Ἀρμόδιοι κύκλοι ἐδήλωσαν ὅτι δὲν ὑπάρχει λόγος ἀνησυχίας, ἀλλὰ ἡ κατάστασις παρακολουθεῖται μετὰ προσοχῆς ὑπὸ τῶν ἁρμοδίων ὑπηρεσιῶν. <box>409 305 593 363</box>
section-subhead: ΑΙ ΔΙΑΔΕΙΓΕΙΣ ΤΩΝ ΡΑΝΤΑΡ <box>842 1054 964 1064</box>
article-body: ΒΑΣΙΓΚΤΩΝ, 23. (Ἀσσ. Πρὲς). — Ὁ ὑπουργὸς τῶν Ἐξωτερικῶν κ. Ντάλλες ἀνεκοίνωσεν ὅτι ἀποστέλλει εἰς τὴν Μέσην Ἀνατολὴν ἀντιπρόσωπον διὰ νὰ βολιδοσκοπήση τὰς ἀραβικὰς χώρας ἐπὶ τῶν προθέσεων τῆς Συρίας. Κατὰ τὰς ἴδιας πληροφορίας ἡ ἀποστολὴ ἀποσκοπεῖ εἰς τὴν ἐξακρίβωσιν τῆς καταστάσεως καὶ εἰς τὴν ἐνημέρωσιν τῆς κυβερνήσεως. <box>813 817 993 904</box>
divider <box>0 666 602 668</box>
divider <box>1007 1324 1594 1326</box>
column-left <box>0 0 602 2324</box>
article-body: ΑΘΗΝΑΙ, 23. — Ὅλαι αἱ ἐνδείξεις συγκλίνουν εἰς τὸ ὅτι ἡ συζήτησις θὰ συνεχισθῇ κατὰ τὰς προσεχεῖς ἡμέρας. Ἀρμόδιοι κύκλοι ἐδήλωσαν ὅτι δὲν ὑπάρχει λόγος ἀνησυχίας, ἀλλὰ ἡ κατάστασις παρακολουθεῖται μετὰ προσοχῆς ὑπὸ τῶν ἁρμοδίων ὑπηρεσιῶν. <box>813 1812 993 1870</box>
article-body: ΒΑΣΙΓΚΤΩΝ, 23. (Ἀσσ. Πρὲς). — Ὁ ὑπουργὸς τῶν Ἐξωτερικῶν κ. Ντάλλες ἀνεκοίνωσεν ὅτι ἀποστέλλει εἰς τὴν Μέσην Ἀνατολὴν ἀντιπρόσωπον διὰ νὰ βολιδοσκοπήση τὰς ἀραβικὰς χώρας ἐπὶ τῶν προθέσεων τῆς Συρίας. Κατὰ τὰς ἴδιας πληροφορίας ἡ ἀποστολὴ ἀποσκοπεῖ εἰς τὴν ἐξακρίβωσιν τῆς καταστάσεως καὶ εἰς τὴν ἐνημέρωσιν τῆς κυβερνήσεως. <box>409 817 593 904</box>
article-columns <box>610 1574 998 1748</box>
section-subhead: Η Δ. ΓΕΡΜΑΝΙΑ ΔΕΝ ΔΙΔΕΙ ΒΑΣΕΙΣ ΕΙΣ ΤΗΝ ΔΑΝΙΑΝ <box>407 1837 596 1856</box>
article-body: ΑΘΗΝΑΙ, 23. — Ὅλαι αἱ ἐνδείξεις συγκλίνουν εἰς τὸ ὅτι ἡ συζήτησις θὰ συνεχισθῇ κατὰ τὰς προσεχεῖς ἡμέρας. Ἀρμόδιοι κύκλοι ἐδήλωσαν ὅτι δὲν ὑπάρχει λόγος ἀνησυχίας, ἀλλὰ ἡ κατάστασις παρακολουθεῖται μετὰ προσοχῆς ὑπὸ τῶν ἁρμοδίων ὑπηρεσιῶν. <box>1409 1581 1585 1649</box>
article-body: ΒΑΣΙΓΚΤΩΝ, 23. (Ἀσσ. Πρὲς). — Ὁ ὑπουργὸς τῶν Ἐξωτερικῶν κ. Ντάλλες ἀνεκοίνωσεν ὅτι ἀποστέλλει εἰς τὴν Μέσην Ἀνατολὴν ἀντιπρόσωπον διὰ νὰ βολιδοσκοπήση τὰς ἀραβικὰς χώρας ἐπὶ τῶν προθέσεων τῆς Συρίας. Κατὰ τὰς ἴδιας πληροφορίας ἡ ἀποστολὴ ἀποσκοπεῖ εἰς τὴν ἐξακρίβωσιν τῆς καταστάσεως καὶ εἰς τὴν ἐνημέρωσιν τῆς κυβερνήσεως. <box>409 363 593 450</box>
column-divider <box>603 0 605 2324</box>
section-headline: ΔΡΙΜΥ ΚΑΤΗΓΟΡΗΤΗΡΙΟΝ ΚΑΤΑ ΤΩΝ ΗΝΩΜ. ΠΟΛΙΤΕΙΩΝ <box>4 669 584 692</box>
article-columns <box>610 1051 998 1265</box>
divider <box>606 155 1002 156</box>
section-headline: ΤΗΣ ΕΚΡΗΞΕΩΣ ΠΡΟΗΓΗΘΗ ΠΑΡΑΤΕΤΑΜΕΝΗ ΥΠΟΧΘΟΝΙΟΣ ΒΟΗ ΚΑΙ ΙΣΧΥΡΑ ΔΟΝΗΣΙΣ <box>636 122 972 153</box>
article-body: ΑΘΗΝΑΙ, 23. — Ὅλαι αἱ ἐνδείξεις συγκλίνουν εἰς τὸ ὅτι ἡ συζήτησις θὰ συνεχισθῇ κατὰ τὰς προσεχεῖς ἡμέρας. Ἀρμόδιοι κύκλοι ἐδήλωσαν ὅτι δὲν ὑπάρχει λόγος ἀνησυχίας, ἀλλὰ ἡ κατάστασις παρακολουθεῖται μετὰ προσοχῆς ὑπὸ τῶν ἁρμοδίων ὑπηρεσιῶν. <box>615 159 795 217</box>
article-body: ΑΘΗΝΑΙ, 23. — Ὅλαι αἱ ἐνδείξεις συγκλίνουν εἰς τὸ ὅτι ἡ συζήτησις θὰ συνεχισθῇ κατὰ τὰς προσεχεῖς ἡμέρας. Ἀρμόδιοι κύκλοι ἐδήλωσαν ὅτι δὲν ὑπάρχει λόγος ἀνησυχίας, ἀλλὰ ἡ κατάστασις παρακολουθεῖται μετὰ προσοχῆς ὑπὸ τῶν ἁρμοδίων ὑπηρεσιῶν. <box>813 1676 993 1734</box>
article-body: ΒΑΣΙΓΚΤΩΝ, 23. (Ἀσσ. Πρὲς). — Ὁ ὑπουργὸς τῶν Ἐξωτερικῶν κ. Ντάλλες ἀνεκοίνωσεν ὅτι ἀποστέλλει εἰς τὴν Μέσην Ἀνατολὴν ἀντιπρόσωπον διὰ νὰ βολιδοσκοπήση τὰς ἀραβικὰς χώρας ἐπὶ τῶν προθέσεων τῆς Συρίας. Κατὰ τὰς ἴδιας πληροφορίας ἡ ἀποστολὴ ἀποσκοπεῖ εἰς τὴν ἐξακρίβωσιν τῆς καταστάσεως καὶ εἰς τὴν ἐνημέρωσιν τῆς κυβερνήσεως. <box>9 775 192 862</box>
section-subhead: ΚΑΙ ΕΙΣ ΤΗΝ ΚΟΡΕΑΝ <box>1450 1570 1544 1580</box>
article-body: ΑΘΗΝΑΙ, 23. — Ὅλαι αἱ ἐνδείξεις συγκλίνουν εἰς τὸ ὅτι ἡ συζήτησις θὰ συνεχισθῇ κατὰ τὰς προσεχεῖς ἡμέρας. Ἀρμόδιοι κύκλοι ἐδήλωσαν ὅτι δὲν ὑπάρχει λόγος ἀνησυχίας, ἀλλὰ ἡ κατάστασις παρακολουθεῖται μετὰ προσοχῆς ὑπὸ τῶν ἁρμοδίων ὑπηρεσιῶν. <box>9 877 192 935</box>
article-body: ΠΑΡΙΣΙΟΙ, 23. (Ἀσσ. Πρὲς). — Αἱ πληροφορίαι τῆς πρωΐας ἀναφέρουν ὅτι ἡ κατάστασις παραμένει ἀμετάβλητος. Οἱ ἀντιπρόσωποι ἀνέμενον νεωτέρας ὁδηγίας διὰ νὰ συνεχίσουν τὰς διαπραγματεύσεις, αἱ ὁποῖαι διεκόπησαν χθὲς τὸ ἑσπέρας. <box>813 242 993 300</box>
article-body: ΛΟΝΔΙΝΟΝ, 23. (Ρώυτερ). — Ἡ ἐπιτροπὴ ἀνεκοίνωσε σήμερον τὰ νέα στοιχεῖα σχετικῶς μὲ τὴν κατάστασιν, τὰ ὁποῖα ἐκρίθησαν ὡς ἱκανοποιητικὰ ὑπὸ τῶν κύκλων τῆς κυβερνήσεως. Κατὰ τὰς ἴδιας πηγάς, αἱ συνομιλίαι θὰ συνεχισθοῦν εἰς τὸ ἐγγὺς μέλλον. <box>1016 340 1195 408</box>
divider <box>1007 675 1594 677</box>
article-body: ΒΑΣΙΓΚΤΩΝ, 23. (Ἀσσ. Πρὲς). — Ὁ ὑπουργὸς τῶν Ἐξωτερικῶν κ. Ντάλλες ἀνεκοίνωσεν ὅτι ἀποστέλλει εἰς τὴν Μέσην Ἀνατολὴν ἀντιπρόσωπον διὰ νὰ βολιδοσκοπήση τὰς ἀραβικὰς χώρας ἐπὶ τῶν προθέσεων τῆς Συρίας. Κατὰ τὰς ἴδιας πληροφορίας ἡ ἀποστολὴ ἀποσκοπεῖ εἰς τὴν ἐξακρίβωσιν τῆς καταστάσεως καὶ εἰς τὴν ἐνημέρωσιν τῆς κυβερνήσεως. <box>615 1109 795 1195</box>
section-subhead: ΠΛΗΡΗΣ ΑΝΤΑΠΟΚΡΙΣΙΣ ΕΑΝ Η ΒΟΥΛΓΑΡΙΑ ΕΠΙΘΥΜΗ ΕΙΛΙΚΡΙΝΩΣ ΡΥΘΜΙΣΙΝ ΤΩΝ ΔΙΑΦΟΡΩΝ <box>405 705 598 733</box>
article-columns <box>4 702 598 1659</box>
section-subhead: Η ΑΓΓΛΙΚΗ ΚΥΒΕΡΝΗΣΙΣ ΕΠΙ ΥΠΕΡΑΣΠΙΣΗ ΤΗΣ ΣΤΕΡΛΙΝΑΣ <box>408 1745 595 1764</box>
divider <box>606 1980 1002 1982</box>
